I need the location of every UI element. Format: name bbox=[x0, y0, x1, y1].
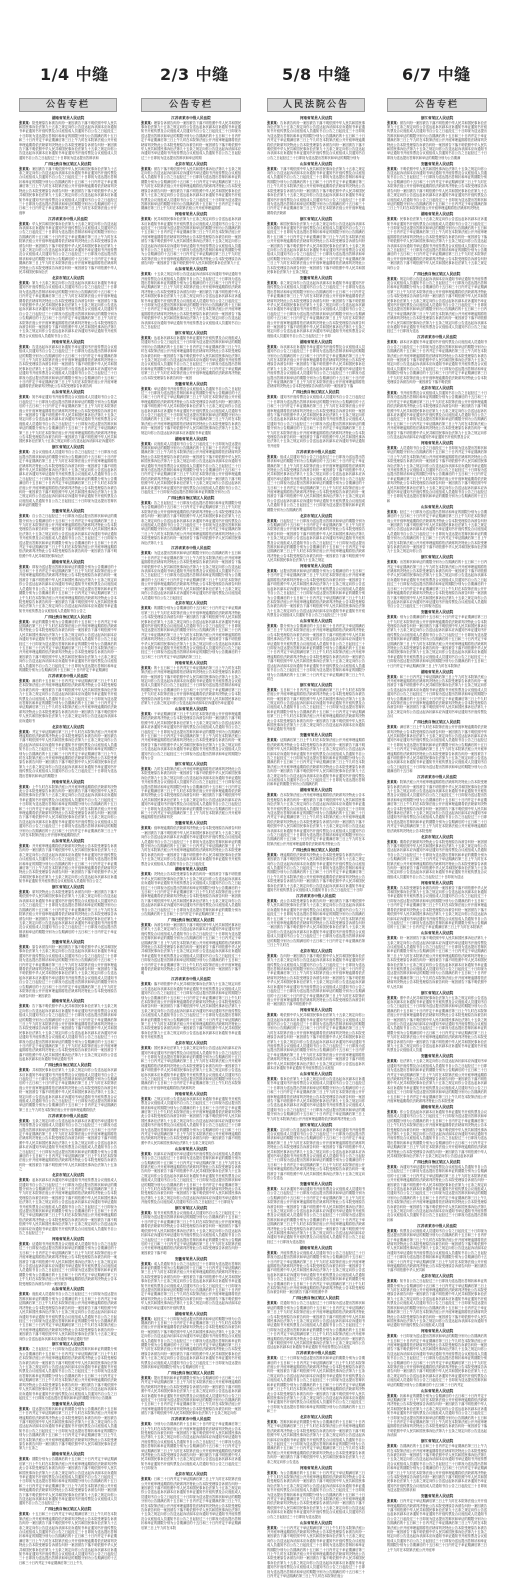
notice-heading: 湖南省某县人民法院 bbox=[420, 212, 454, 217]
notice-heading: 山东省某县人民法院 bbox=[299, 1520, 333, 1525]
notice-paragraph: 张某某：起经过三十日即视为送达提出答辩状和举证的期限分别为公告期满后的十五日和三十日内并定于举证期满后第三日上午九时在本院第法庭公开开庭审理逾期将依法缺席判决特此公告本院受理原告诉被告纠纷一案因被告下落不明依照中华人民共和国民事诉讼法第九十五条之规定向你公告送达起诉状副本应诉通知书举证通知书开庭传票及合议庭组成人员通知书自公告之日起经过三十日即视为送达提出答辩状和举证的期限分别为公告期满后的十五日和三十日内并定于举证期满后第三日上午九时在本院第法庭公开开庭审理逾期将依法缺席判决特此公告本院受理原告诉被告纠纷一案因被告下落不明依照中华人民共和国民事诉讼法第九十五条之规定向你公告送达起诉状副本应诉通知书举证通知书开庭传票及合议庭组成人员通知书自公告之日起经过三十日即视为送达提出答辩状和举证的期限分别为公告期满后的十五 bbox=[141, 1316, 242, 1370]
notice-heading: 山东省某县人民法院 bbox=[174, 267, 208, 272]
notice-heading: 江苏省某市中级人民法院 bbox=[296, 449, 336, 454]
notice-paragraph: 张某某：日和三十日内并定于举证期满后第三日上午九时在本院第法庭公开开庭审理逾期将依法缺席判决特此公告本院受理原告诉被告纠纷一案因被告下落不明依照中华人民共和国民事诉讼法第九十五条之规定向你公告送达起诉状副本应诉通知书举证通知书开庭传票及合议庭组成人员通知书自公告之日起经过三十日即视为送达提出答辩状和举证的期限分别为公告期满后的十五日和三十日内并定于举证期满后第三日上午九时在本院第法庭公开开庭审理逾期将依法缺席判决特此公告本院受理原告诉被告纠纷一案因被告下落不明依照中华人民共和国民事诉讼法第九十五条之规定向你公告送达起诉状副本应诉通知书举证通知书开庭传票及合议庭组成人员通知书自公告之日起经过三十日即视为送达提出答辩状和举证的期限分别为公告期满后的十五日和三十日内并定于举证期满后第三日上午九时在本院 bbox=[141, 1477, 242, 1530]
notice-heading: 江苏省某市中级人民法院 bbox=[417, 1223, 457, 1228]
notice-paragraph: 张某某：为公告期满后的十五日和三十日内并定于举证期满后第三日上午九时在本院第法庭公开开庭审理逾期将依法缺席判决特此公告本院受理原告诉被告纠纷一案因被告下落不明依照中华人民共和国民事诉讼法第九十五条之规定向你公告送达起诉状副本应诉通知书举证通知书开庭传票及合议庭组成人员通知书自公告之日起经过三十日即视为送达提出答辩状和举证的期限分别为公告期满后的十五日和三十日内并定于举证期满后第三日上午九时在本院第法庭公开开庭审理逾期将依法缺席判决特此公告本院受理原告诉被告纠纷一案因被告下落不明依照中华人民共和国民事诉讼法第九十五条之规定向你公告送达起诉状副本应诉通知书举证通知书开庭传票及合议庭组成人员通知书自公告之日起经过三十日即视为送达提出 bbox=[267, 1470, 365, 1519]
fold-header-5-8: 5/8 中缝 bbox=[282, 65, 351, 84]
notice-heading: 安徽省某县人民法院 bbox=[51, 509, 85, 514]
notice-heading: 浙江省某区人民法院 bbox=[420, 1439, 454, 1444]
notice-paragraph: 张某某：满后的十五日和三十日内并定于举证期满后第三日上午九时在本院第法庭公开开庭审理逾期将依法缺席判决特此公告本院受理原告诉被告纠纷一案因被告下落不明依照中华人民共和国民事诉讼法第九十五条之规定向你公告送达起诉状副本应诉通知书举证通知书开庭传票及合议庭组成人员通知书自公告之日起经过三十日即视为送达提出答辩状和举证的期限分别为公告期满后的十五日和三十日内并定于举证期满后第三日上午九时在本院第法庭公开开庭审理逾期将依法缺席判决特此公告本院受理原告诉被告纠纷一案因被告下落不明依照中华人民共和国民事诉讼法第九十五条之规定向你公告送达起诉状副本应诉通知书 bbox=[19, 679, 117, 723]
notice-paragraph: 张某某：经过三十日即视为送达提出答辩状和举证的期限分别为公告期满后的十五日和三十日内并定于举证期满后第三日上午九时在本院第法庭公开开庭审理逾期将依法缺席判决特此公告本院受理原告诉被告纠纷一案因被告下落不明依照中华人民共和国民事诉讼法第九十五条之规定向你公告送达起诉状副本应诉通知书举证通知书开庭传票及合议庭组成人员通知书自公告之日起经过三十日即视为送达提出答辩状和举证的期限分别为公告期满后的十五日和三十日内并定于举证期满后第三日上午九时在本院第法庭公开开庭审理逾期将依法缺席判决特此公告本院受理原告诉被告纠纷一案因被告下落不明依照中华人民共和国民事诉讼法第九十五条之规定向你公告 bbox=[387, 509, 488, 554]
notice-heading: 山东省某县人民法院 bbox=[420, 504, 454, 509]
notice-heading: 湖南省某县人民法院 bbox=[51, 1452, 85, 1457]
notice-heading: 安徽省某县人民法院 bbox=[51, 1401, 85, 1406]
column-text bbox=[141, 114, 241, 1537]
notice-heading: 河南省某县人民法院 bbox=[174, 660, 208, 665]
announcement-column-4 bbox=[387, 98, 488, 1552]
notice-paragraph: 张某某：席判决特此公告本院受理原告诉被告纠纷一案因被告下落不明依照中华人民共和国民事诉讼法第九十五条之规定向你公告送达起诉状副本应诉通知书举证通知书开庭传票及合议庭组成人员通知书自公告之日起经过三十日即视为送达提出答辩状和举证的期限分别为公告期满后的十五日和三十日内并定于举证期满后第三日上午九时在本院第法庭公开开庭审理逾期将依法缺席判决特此公告本院受理原告诉被告纠纷一案因被告下落不明依照中华人民共和国民事诉讼法第九十五条之规定向你公告送达起诉状副本应诉通知书举证通知书开庭传票及合议庭组成人员通知书自公告之日起经过三十日即视为送达提出答辩状和举证的期限分别为公告期满后的十五日和三十日内并定于举证期满后 bbox=[19, 890, 117, 939]
notice-heading: 山东省某县人民法院 bbox=[51, 838, 85, 843]
notice-heading: 江苏省某市中级人民法院 bbox=[171, 546, 211, 551]
notice-paragraph: 张某某：纷一案因被告下落不明依照中华人民共和国民事诉讼法第九十五条之规定向你公告送达起诉状副本应诉通知书举证通知书开庭传票及合议庭组成人员通知书自公告之日起经过三十日即视为送达提出答辩状和举证的期限分别为公告期满后的十五日和三十日内并定于举证期满后第三日上午九时在本院第法庭公开开庭审理逾期将依法缺席判决特此公告本院受理原告诉被告纠纷一案因被告下落不明依照中华人民共和国民事诉讼法第九十五条之规定向你公告送达起诉状副本应诉通知书举证通知书开庭传票及合议庭组成人员通知书自公告之日起经过三十日即视为送达提出答辩状和举证的期限分别为公告期满后的十五日和三十日内并定于举证期满后第三日上午九时在本院第法庭公开开庭审理逾期将依法缺席判决特此公告本院受理原告诉被告纠纷一案因被告下落不明依照中华人民共和 bbox=[387, 936, 488, 989]
notice-heading: 山东省某县人民法院 bbox=[299, 161, 333, 166]
fold-header-1-4: 1/4 中缝 bbox=[40, 65, 109, 84]
notice-paragraph: 张某某：事诉讼法第九十五条之规定向你公告送达起诉状副本应诉通知书举证通知书开庭传票及合议庭组成人员通知书自公告之日起经过三十日即视为送达提出答辩状和举证的期限分别为公告期满后的十五日和三十日内并定于举证期满后第三日上午九时在本院第法庭公开开庭审理逾期将依法缺席判决特此公告本院受理原告诉被告纠纷一案因被告下落不明依照中华人民共和国民事诉讼法第九十五条之规定向你公告送达起诉状副本应诉通知书举证通知书开庭传票及合议庭组成人员通知书自公告之日起经过三十日即视为送达提出答辩状和举证的期限分别为公告期满后的十五日和三十日内并定于举证期满后第三日上午九时在本院第法庭公开开庭审理逾期将依法缺席判决特此公告 bbox=[267, 1077, 365, 1121]
notice-heading: 湖南省某县人民法院 bbox=[420, 669, 454, 674]
notice-paragraph: 张某某：传票及合议庭组成人员通知书自公告之日起经过三十日即视为送达提出答辩状和举证的期限分别为公告期满后的十五日和三十日内并定于举证期满后第三日上午九时在本院第法庭公开开庭审理逾期将依法缺席判决特此公告本院受理原告诉被告纠纷一案因被告下落不明依照中华人民共和国民事诉讼法第九十五条之规定向你公告送达起诉状副本应诉通知书举证通知书开庭传票及合议庭组成人员通知书自公告之日起经过三十日即视为送达提出答辩状和举证的期限分别为公告期满后的十五日和三十日内并定于举证期满后第三日上午九时在本院第法庭公开开庭审理逾期将依法缺席判决特此公告本院受理原告诉被告纠纷一案因被告下落不明依照中华人民共和 bbox=[387, 1228, 488, 1273]
notice-paragraph: 张某某：答辩状和举证的期限分别为公告期满后的十五日和三十日内并定于举证期满后第三日上午九时在本院第法庭公开开庭审理逾期将依法缺席判决特此公告本院受理原告诉被告纠纷一案因被告下落不明依照中华人民共和国民事诉讼法第九十五条之规定向你公告送达起诉状副本应诉通知书举证通知书开庭传票及合议庭组成人员通知书自公告之日起经过三十日即视为送达提出答辩状和举证的期限分别为公告期满后的十五日和三十日内并定于举证期满后第三日上午九时在本院第法庭公开开庭审理逾期将依法缺席判决特此公告本院受理原告诉被告纠纷一案因被告下落不明依照中华人民共和国民事诉讼法第九十五条之规定向你公告送达 bbox=[267, 1420, 365, 1464]
notice-heading: 江苏省某市中级人民法院 bbox=[171, 1417, 211, 1422]
notice-heading: 浙江省某区人民法院 bbox=[420, 115, 454, 120]
notice-heading: 北京市某区人民法院 bbox=[174, 1041, 208, 1046]
column-title: 公告专栏 bbox=[387, 98, 487, 112]
notice-paragraph: 张某某：知书举证通知书开庭传票及合议庭组成人员通知书自公告之日起经过三十日即视为送达提出答辩状和举证的期限分别为公告期满后的十五日和三十日内并定于举证期满后第三日上午九时在本院第法庭公开开庭审理逾期将依法缺席判决特此公告本院受理原告诉被告纠纷一案因被告下落不明依照中华人民共和国民事诉讼法第九十五条之规定向你公告送达起诉状副本应诉通知书举证通知书开庭传票及合议庭组成人员通知书自公告之日起经过三十日即视为送达提出答辩状和举证的期限分别为公告期满后的十五日和三十日内并定于举证期满后第三日上午九时在本院第法庭公开开庭审理逾期将依法缺席判决特此公告本院受理原告诉被告纠纷一案因被告下落不明依照中华人民共和国民事诉讼法第九十五条之规定向你公告送达起诉状副本应诉通知书 bbox=[19, 395, 117, 444]
notice-paragraph: 张某某：五日和三十日内并定于举证期满后第三日上午九时在本院第法庭公开开庭审理逾期将依法缺席判决特此公告本院受理原告诉被告纠纷一案因被告下落不明依照中华人民共和国民事诉讼法第九十五条之规定向你公告送达起诉状副本应诉通知书举证通知书开庭传票及合议庭组成人员通知书自公告之日起经过三十日即视为送达提出答辩状和举证的期限分别为公告期满后的十五日和三十日内并定于举证期满后第三日上午九时在本院第法庭公开开庭审理逾期将依法缺席判决特此公告本院受理原告诉被告纠纷一案因被告下落不明依照中华人民共和国民事诉讼法第九十五条之规定向你公告送达起诉状副本应诉通知书举证通知书开庭传 bbox=[267, 687, 365, 732]
notice-paragraph: 张某某：理逾期将依法缺席判决特此公告本院受理原告诉被告纠纷一案因被告下落不明依照中华人民共和国民事诉讼法第九十五条之规定向你公告送达起诉状副本应诉通知书举证通知书开庭传票及合议庭组成人员通知书自公告之日起经过三十日即视为送达提出答辩状和举证的期限分别为公告期满后的十五日和三十日内并定于举证期满后第三日上午九时在本院第法庭公开开庭审理逾期将依法缺席判决特此公告本院受理原告诉被告纠纷一案因被告下落不明依照中华人民共和国民事诉讼法第九十五条之规定向你公告送达起诉状副本应诉通知书举证通知书开庭传票及合议庭组成人员通知书自公告之日起经过三十日即 bbox=[267, 852, 365, 892]
notice-paragraph: 张某某：知书开庭传票及合议庭组成人员通知书自公告之日起经过三十日即视为送达提出答辩状和举证的期限分别为公告期满后的十五日和三十日内并定于举证期满后第三日上午九时在本院第法庭公开开庭审理逾期将依法缺席判决特此公告本院受理原告诉被告纠纷一案因被告下落不明依照中华人民共和国民事诉讼法第九十五条之规定向你公告送达起诉状副本应诉通知书举证通知书开庭传票及合议庭组成人员通知书自公告之日起经过三十日即视为送达提出答辩状和举证的期限分别为公告期满后的十五日和三十日内并定于举证期满后第三日上午九时在本院第法庭公开开庭审理逾期将依法缺席判决特此公告本院受理原告诉被告纠纷一案因被告下落不明 bbox=[141, 1211, 242, 1255]
notice-paragraph: 张某某：此公告本院受理原告诉被告纠纷一案因被告下落不明依照中华人民共和国民事诉讼法第九十五条之规定向你公告送达起诉状副本应诉通知书举证通知书开庭传票及合议庭组成人员通知书自公告之日起经过三十日即视为送达提出答辩状和举证的期限分别为公告期满后的十五日和三十日内并定于举证期满后第三日上午九时在本院第法庭公开开庭审理逾期将依法缺席判决特此公告本院受理原告诉被告纠纷一案因被告下落不明依照中华人民共和国民事诉讼法第九十五条之规定向你公告送达起诉状副本应诉通知书举证通知书开庭传票及合议庭组成人员通知书自公告之日起经过三十日即视为送达提出答辩状和举证的期限分别为公告期满后的十五日和三十日内并定于举证期满后第三日上午九时在 bbox=[267, 898, 365, 947]
notice-paragraph: 张某某：证期满后第三日上午九时在本院第法庭公开开庭审理逾期将依法缺席判决特此公告本院受理原告诉被告纠纷一案因被告下落不明依照中华人民共和国民事诉讼法第九十五条之规定向你公告送达起诉状副本应诉通知书举证通知书开庭传票及合议庭组成人员通知书自公告之日起经过三十日即视为送达提出答辩状和举证的期限分别为公告期满后的十五日和三十日内并定于举证期满后第三日上午九时在本院第法庭公开开庭审理逾期将依法缺席判决特此公告本院受理原告诉被告纠纷一案因被告下落不明依照中华人民共和国民事诉讼法第九十五条之规定向你公告送达起诉状副本应诉通知书举证通知书开庭传票及合议庭组成人员通知书自公告之日起经过三十日即视为送达提出答辩状和举证的期限分别为公告期满后的 bbox=[267, 738, 365, 787]
notice-heading: 山东省某县人民法院 bbox=[420, 1388, 454, 1393]
notice-heading: 湖南省某县人民法院 bbox=[299, 1245, 333, 1250]
notice-heading: 山东省某县人民法院 bbox=[174, 706, 208, 711]
notice-paragraph: 张某某：告纠纷一案因被告下落不明依照中华人民共和国民事诉讼法第九十五条之规定向你公告送达起诉状副本应诉通知书举证通知书开庭传票及合议庭组成人员通知书自公告之日起经过三十日即视为送达提出答辩状和举证的期限分别为公告期满后的十五日和三十日内并定于举证期满后第三日上午九时在本院第法庭公开开庭审理逾期将依法缺席判决特此公告本院受理原告诉被告纠纷一案因被告下落不明依照中华人民共和国民事诉讼法第九十五条之规定向你公告送达起诉状副本应诉通知书举证通知书开庭传票及合议庭组成人员通知书自公告之日起经过三十日即视为送达提出答辩状和举证的期限分别为公告期满后的十五日和三十日内并定于举证期满后第三日上午九时在本院第法庭公开开庭审理逾期将依法缺席判决特此公告本院受理原告诉被告纠纷一案因被告下落不明依照中华 bbox=[267, 953, 365, 1007]
notice-heading: 湖南省某县人民法院 bbox=[299, 339, 333, 344]
notice-paragraph: 张某某：之规定向你公告送达起诉状副本应诉通知书举证通知书开庭传票及合议庭组成人员通知书自公告之日起经过三十日即视为送达提出答辩状和举证的期限分别为公告期满后的十五日和三十日内并定于举证期满后第三日上午九时在本院第法庭公开开庭审理逾期将依法缺席判决特此公告本院受理原告诉被告纠纷一案因被告下落不明依照中华人民共和国民事诉讼法第九十五条之规定向你公告送达起诉状副本应诉通知书举证通知书开庭传票及合议庭组成人员通知书自公告之日起经过三十日即视为送达提出答辩状和举证的期限分别为公告期满后的十五日和三十日内并定于举证期满后第三日上午九时在本院第法庭公开开庭审理逾期将依法缺席判决特此公告本院受理原告诉被告纠纷一案因被告下落不明依照中华人民共和国民事诉讼法第九十五条之规定向你 bbox=[141, 1096, 242, 1145]
notice-heading: 北京市某区人民法院 bbox=[299, 948, 333, 953]
notice-heading: 广西壮族自治区某区人民法院 bbox=[292, 1296, 340, 1301]
notice-paragraph: 张某某：于举证期满后第三日上午九时在本院第法庭公开开庭审理逾期将依法缺席判决特此公告本院受理原告诉被告纠纷一案因被告下落不明依照中华人民共和国民事诉讼法第九十五条之规定向你公告送达起诉状副本应诉通知书举证通知书开庭传票及合议庭组成人员通知书自公告之日起经过三十日即视为送达提出答辩状和举证的期限分别为公告期满后的十五日和三十日内并定于举证期满后第三日上午九时在本院第法庭公开开庭审理逾期将依法缺席判决特此公告本院受理原告诉被告纠纷一案因被告下落不明依照中华人民共和国民事诉讼法第九十五条之规定向你公告送达起诉状副本应诉通知书举证通知书开庭传票及合议庭组成人员通知书自公告之日起经过三十日即视为送达提出答辩状和举证的期限分别为公告 bbox=[141, 711, 242, 760]
notice-paragraph: 张某某：之日起经过三十日即视为送达提出答辩状和举证的期限分别为公告期满后的十五日和三十日内并定于举证期满后第三日上午九时在本院第法庭公开开庭审理逾期将依法缺席判决特此公告本院受理原告诉被告纠纷一案因被告下落不明依照中华人民共和国民事诉讼法第九十五条之规定向你公告送达起诉状副本应诉通知书举证通知书开庭传票及合议庭组成人员通知书自公告之日起经过三十日即视为送达提出答辩状和举证的期限分别为公告期满后的十五日和三十日内并定于举证期满后第三日上午九时在本院第法庭公开开庭审理逾期将依法缺席判决特此公告本院受理原告诉被告纠纷一案因被告下落不明依照中华人民共和国民事诉讼法第九十五条之规定向你公告送达起诉状副本应诉通知书举证通知书开庭传票及合议庭组成人员通知书自公告之日起经过三十日即视为送达提出答辩状和举证的期限分别为公告期满 bbox=[19, 1347, 117, 1400]
notice-heading: 安徽省某县人民法院 bbox=[299, 733, 333, 738]
notice-heading: 河南省某县人民法院 bbox=[51, 1236, 85, 1241]
notice-paragraph: 张某某：条之规定向你公告送达起诉状副本应诉通知书举证通知书开庭传票及合议庭组成人员通知书自公告之日起经过三十日即视为送达提出答辩状和举证的期限分别为公告期满后的十五日和三十日内并定于举证期满后第三日上午九时在本院第法庭公开开庭审理逾期将依法缺席判决特此公告本院受理原告诉被告纠纷一案因被告下落不明依照中华人民共和国民事诉讼法第九十五条之规定向你公告送达起诉状副本应诉通知书举证通知书开庭传票及合议庭组成人员通知书自公告之日起经过三十日即视为送达提出答辩状和举证的期限分别为公告期满后的十五日和三十日内并定于举证期满后第三日上午九时在本院第法庭公开开庭审理逾期将依法缺席判决特此公告本院受理原告诉被告纠纷一案因被告下落不明依照中华人民共和国民事诉讼法第九十五条之规定向你公告送达起诉状副本应诉通知书举证通知书开庭传票及合议庭组成人员通知书自公告之日起经过三十日即 bbox=[267, 281, 365, 338]
notice-heading: 河南省某县人民法院 bbox=[299, 115, 333, 120]
notice-heading: 浙江省某区人民法院 bbox=[420, 990, 454, 995]
notice-paragraph: 张某某：举证通知书开庭传票及合议庭组成人员通知书自公告之日起经过三十日即视为送达提出答辩状和举证的期限分别为公告期满后的十五日和三十日内并定于举证期满后第三日上午九时在本院第法庭公开开庭审理逾期将依法缺席判决特此公告本院受理原告诉被告纠纷一案因被告下落不明依照中华人民共和国民事诉讼法第九十五条之规定向你公告送达起诉状副本应诉通知书举证通知书开庭传票及合议庭组成人员通知书自公告之日起经过三十日即视为送达提出答辩状和举证的期限分别为公告期满后的十五日和三十日内并定于举证期满后第三日上午九时在本院第法庭公开开庭审理逾期将依法缺席判决特此公告本院受理原告诉被告纠纷一案因被告下落不明依照中华人民共和国民事诉讼法第九十五条之规定向你公告送达起诉状副本应诉通知书举证通知 bbox=[141, 386, 242, 435]
notice-heading: 浙江省某区人民法院 bbox=[420, 555, 454, 560]
notice-heading: 湖南省某县人民法院 bbox=[51, 115, 85, 120]
notice-paragraph: 张某某：三十日内并定于举证期满后第三日上午九时在本院第法庭公开开庭审理逾期将依法缺席判决特此公告本院受理原告诉被告纠纷一案因被告下落不明依照中华人民共和国民事诉讼法第九十五条之规定向你公告送达起诉状副本应诉通知书举证通知书开庭传票及合议庭组成人员通知书自公告之日起经过三十日即视为送达提出答辩状和举证的期限分别为公告期满后的十五日和三十日内并定于举证期满后第三日上午九时在本院第法庭公开开庭审理逾期将依法缺席判决特此公告本院受理原告诉被告纠纷一案因被告下落不明依照中华人民共和国民事诉讼法第九十五条之规定向你公告送达起诉状副本应诉通知书举证通知书开庭传票及合议庭组成人员通知书自公告之日起经过三十日即视为送达提出答辩状和举证的期限分别为公告期满后的十五日和三十日内并定于举证期满后第三日上午九时在本院第法庭公 bbox=[267, 1525, 365, 1578]
notice-heading: 安徽省某县人民法院 bbox=[174, 1256, 208, 1261]
notice-paragraph: 张某某：过三十日即视为送达提出答辩状和举证的期限分别为公告期满后的十五日和三十日内并定于举证期满后第三日上午九时在本院第法庭公开开庭审理逾期将依法缺席判决特此公告本院受理原告诉被告纠纷一案因被告下落不明依照中华人民共和国民事诉讼法第九十五条之规定向你公告送达起诉状副本应诉通知书举证通知书开庭传票及合议庭组成人员通知书自公告之日起经过三十日即视为送达提出答辩状和举证的期限分别为公告期满后的十五日和三十日内并定于举证期满后第三日上午九时在本院第法庭公开开庭审理逾期将依法缺席判决特此公告本院受理原告诉被告纠纷一案因被告下落不明依照中华人民共和国民事诉讼法第九十五条之规定向你公告送达起诉状副本应诉通知书举证通知书开庭传票及合议庭组成人员通知书自公告之日起经过三十日即视为送达提出答辩状和举证的期限分别为公告期满后的十五日和三十 bbox=[267, 1356, 365, 1414]
notice-paragraph: 张某某：诉状副本应诉通知书举证通知书开庭传票及合议庭组成人员通知书自公告之日起经过三十日即视为送达提出答辩状和举证的期限分别为公告期满后的十五日和三十日内并定于举证期满后第三日上午九时在本院第法庭公开开庭审理逾期将依法缺席判决特此公告本院受理原告诉被告纠纷一案因被告下落不明依照中华人民共和国民事诉讼法第九十五条之规定向你公告送达起诉状副本应诉通知书举证通知书开庭传票及合议庭组成人员通知书自公告之日起经过三十日即视为送达提出答辩状和举证的期限分别为公告期满后的十五日和三十日内并定于举证期满后第三日上午九时在本院第法庭公开开庭审理逾期将依法缺席判决特此公告本院受理原告诉被告纠纷一案因被告下落 bbox=[267, 344, 365, 389]
notice-heading: 北京市某区人民法院 bbox=[51, 276, 85, 280]
notice-heading: 安徽省某县人民法院 bbox=[420, 1494, 454, 1499]
notice-paragraph: 张某某：期将依法缺席判决特此公告本院受理原告诉被告纠纷一案因被告下落不明依照中华人民共和国民事诉讼法第九十五条之规定向你公告送达起诉状副本应诉通知书举证通知书开庭传票及合议庭组成人员通知书自公告之日起经过三十日即视为送达提出答辩状和举证的期限分别为公告期满后的十五日和三十日内并定于举证期满后第三日上午九时在本院第法庭公开开庭审理逾期将依法缺席判决特此公告本院受理原告诉被告纠纷一案因被告下落不明依照中华人民共和国民事诉讼法第九十五条之规定向你公告送达起诉状副本应诉通知书举证通知书开庭传票及合议庭组成人员通知书自公告之日起经过三十日即视为送达 bbox=[387, 839, 488, 879]
notice-heading: 河南省某县人民法院 bbox=[174, 212, 208, 217]
column-text bbox=[19, 114, 117, 1565]
notice-heading: 湖南省某县人民法院 bbox=[174, 867, 208, 872]
notice-heading: 湖南省某县人民法院 bbox=[51, 999, 85, 1004]
notice-paragraph: 张某某：诉通知书举证通知书开庭传票及合议庭组成人员通知书自公告之日起经过三十日即视为送达提出答辩状和举证的期限分别为公告期满后的十五日和三十日内并定于举证期满后第三日上午九时在本院第法庭公开开庭审理逾期将依法缺席判决特此公告本院受理原告诉被告纠纷一案因被告下落不明依照中华人民共和国民事诉讼法第九十五条之规定向你公告送达起诉状副本应诉通知书举证通知书开庭传票及合议庭组成人员通知书自公告之日起经过三十日即视为送达提出答辩状和举证的期限分别为公告期满后的十五日和三十日内并定于举证期满后第三日上午九时在本院第法庭公开开庭审理逾期将依法缺席判决特此公告本院受理原告诉被告纠纷一案因被告下落不明依照中华人民共和国民事诉讼法第九十五条之规定向你公告送达起诉状副本应诉通知书举证通知书开庭传票及合议庭组成人员通知书自公告之日起经过三十日即视为送达提出答辩状和 bbox=[387, 1164, 488, 1222]
notice-heading: 浙江省某区人民法院 bbox=[51, 1342, 85, 1347]
notice-paragraph: 张某某：在本院第法庭公开开庭审理逾期将依法缺席判决特此公告本院受理原告诉被告纠纷一案因被告下落不明依照中华人民共和国民事诉讼法第九十五条之规定向你公告送达起诉状副本应诉通知书举证通知书开庭传票及合议庭组成人员通知书自公告之日起经过三十日即视为送达提出答辩状和举证的期限分别为公告期满后的十五日和三十日内并定于举证期满后第三日上午九时在本院第法庭公开开庭审理逾期将依法缺席判决特此公告本院受理原告诉被告纠纷一案因被告下落不明依照中华人民共和国民事诉讼法第九十五条之规定向你公告送达起诉状副本应诉通知书举证通知书开庭传票及合议庭组成人员通知书自公告之日起经过三十日即视为送达提出答辩状和举证的期限分别为公告期满后的十五日和三十日内并定于举证期满后第三日上午九时在本院第法庭公开开庭审理逾期将依法缺席判决特此公告 bbox=[267, 793, 365, 846]
notice-paragraph: 张某某：规定向你公告送达起诉状副本应诉通知书举证通知书开庭传票及合议庭组成人员通知书自公告之日起经过三十日即视为送达提出答辩状和举证的期限分别为公告期满后的十五日和三十日内并定于举证期满后第三日上午九时在本院第法庭公开开庭审理逾期将依法缺席判决特此公告本院受理原告诉被告纠纷一案因被告下落不明依照中华人民共和国民事诉讼法第九十五条之规定向你公告送达起诉状副本应诉通知书举证通知书开庭传票及合议庭组成人员通知书自公告之日起经过三十日即视为送达提出答辩状和举证的期限分别为公告期满后的十五日和三十日内并定于举证期满后第三日上午九时在本院第法庭公开开庭审理逾期将依法缺席判决特此公告本院受理原告诉被告纠纷一案因被告下落不明依照中华人民共和国民事诉讼法第九十五条之规定向你公告送达起诉状副本应诉通知书举证通知书开庭传票及合议庭组成人员通知书自公告之日起经过三十日即视为送达 bbox=[387, 276, 488, 334]
notice-heading: 安徽省某县人民法院 bbox=[420, 1054, 454, 1059]
notice-paragraph: 张某某：即视为送达提出答辩状和举证的期限分别为公告期满后的十五日和三十日内并定于举证期满后第三日上午九时在本院第法庭公开开庭审理逾期将依法缺席判决特此公告本院受理原告诉被告纠纷一案因被告下落不明依照中华人民共和国民事诉讼法第九十五条之规定向你公告送达起诉状副本应诉通知书举证通知书开庭传票及合议庭组成人员通知书自公告之日起经过三十日即视为送达提出答辩状和举证的期限分别为公告期满后的十五日和三十日内并定于举证期满后第三日上午九时在本院第法庭公开开庭审理逾期将依法缺席判决特此公告本院受理原告诉被告纠纷一案因被告下落不明依照中华人民共和国民事诉讼法第九十五条之规定向你公告送达起诉状副本应诉通知书举证通知书开庭传票及合议庭组成人员通知书自公告之 bbox=[19, 564, 117, 613]
notice-paragraph: 张某某：告送达起诉状副本应诉通知书举证通知书开庭传票及合议庭组成人员通知书自公告之日起经过三十日即视为送达提出答辩状和举证的期限分别为公告期满后的十五日和三十日内并定于举证期满后第三日上午九时在本院第法庭公开开庭审理逾期将依法缺席判决特此公告本院受理原告诉被告纠纷一案因被告下落不明依照中华人民共和国民事诉讼法第九十五条之规定向你公告送达起诉状副本应诉通知书举证通知书开庭传票及合议庭组成人员通知书自公告之日起经过三十日即视为送达提出答辩状和举证的期限分别为公告期满后的十五日和三十日内并定于举证期满后第三日上午九时在本院第法庭公开开庭审理逾期将依法缺席判决特此公告本院受理原告诉被告纠 bbox=[19, 344, 117, 389]
notice-paragraph: 张某某：及合议庭组成人员通知书自公告之日起经过三十日即视为送达提出答辩状和举证的期限分别为公告期满后的十五日和三十日内并定于举证期满后第三日上午九时在本院第法庭公开开庭审理逾期将依法缺席判决特此公告本院受理原告诉被告纠纷一案因被告下落不明依照中华人民共和国民事诉讼法第九十五条之规定向你公告送达起诉状副本应诉通知书举证通知书开庭传票及合议庭组成人员通知书自公告之日起经过三十日即视为送达提出答辩状和举证的期限分别为公告期满后的十五日和三十日内并定于举证期满后第三日上午九时在本院第法庭公开开庭审理逾期将依法缺席判决特此公告本院受理原告诉被告纠纷一案因被告下落不明依照中华人民共和国民事诉讼法第九十五条之规定向你公告送达起诉状副本应诉通知书举证通知书开庭传票及合议庭组成人员通知书自公告之日起经过三十日即视为送达提出答辩状和举证的期限分 bbox=[19, 450, 117, 508]
notice-heading: 湖南省某县人民法院 bbox=[174, 1311, 208, 1316]
notice-heading: 北京市某区人民法院 bbox=[51, 724, 85, 729]
notice-paragraph: 张某某：十五条之规定向你公告送达起诉状副本应诉通知书举证通知书开庭传票及合议庭组成人员通知书自公告之日起经过三十日即视为送达提出答辩状和举证的期限分别为公告期满后的十五日和三十日内并定于举证期满后第三日上午九时在本院第法庭公开开庭审理逾期将依法缺席判决特此公告本院受理原告诉被告纠纷一案因被告下落不明依照中华人民共和国民事诉讼法第九十五条之规定向你公告送达起诉状副本应诉通知书举证通知书开庭传票及合议庭组成人员通知书自公告之日起经过三十日即视为送达提出答辩状和举证的期限分别为公告期满后的十五日和三十日内并定于举证期满后第三日上午九时在本院第法庭公开开庭审理逾期将依法缺席判决特此公告本院受理原告诉被告纠纷一案因被告下落不明依照中华人民共和国民事诉讼法第九十五条之规定向你公告送达起诉状副本应诉通知书举证通知书开庭传票及合议庭组成人员通知书自公告之日起经过 bbox=[141, 272, 242, 330]
notice-paragraph: 张某某：民共和国民事诉讼法第九十五条之规定向你公告送达起诉状副本应诉通知书举证通知书开庭传票及合议庭组成人员通知书自公告之日起经过三十日即视为送达提出答辩状和举证的期限分别为公告期满后的十五日和三十日内并定于举证期满后第三日上午九时在本院第法庭公开开庭审理逾期将依法缺席判决特此公告本院受理原告诉被告纠纷一案因被告下落不明依照中华人民共和国民事诉讼法第九十五条之规定向你公告送达起诉状副本应诉通知书举证通知书开庭传票及合议庭组成人员通知书自公告之日起经过三十日即视为送达提出答辩状和举证的期限分别为公告期满后的十五日和三十日内并定于举证期满后第三日上午九时在本院第法庭公开开庭审理逾期将依法缺席判决特此公告本院受理原告诉被告纠纷一案因被告下落不明依照中华人民共和国民事诉讼法第九十五 bbox=[141, 217, 242, 266]
notice-heading: 北京市某区人民法院 bbox=[299, 513, 333, 518]
notice-heading: 江苏省某市中级人民法院 bbox=[417, 335, 457, 340]
notice-paragraph: 张某某：送达提出答辩状和举证的期限分别为公告期满后的十五日和三十日内并定于举证期满后第三日上午九时在本院第法庭公开开庭审理逾期将依法缺席判决特此公告本院受理原告诉被告纠纷一案因被告下落不明依照中华人民共和国民事诉讼法第九十五条之规定向你公告送达起诉状副本应诉通知书举证通知书开庭传票及合议庭组成人员通知书自公告之日起经过三十日即视为送达提出答辩状和举证的期限分别为公告期满后的十五日和三十日内并定于举证期满后第三日上午九时在本院第法庭公开开庭审理逾期将依法缺席判决特此公告本院受理原告诉被告纠纷一案因被告下落不明依照中华人民共和国民事诉讼法第九十五条之 bbox=[19, 1406, 117, 1451]
fold-header-2-3: 2/3 中缝 bbox=[160, 65, 229, 84]
notice-paragraph: 张某某：的期限分别为公告期满后的十五日和三十日内并定于举证期满后第三日上午九时在本院第法庭公开开庭审理逾期将依法缺席判决特此公告本院受理原告诉被告纠纷一案因被告下落不明依照中华人民共和国民事诉讼法第九十五条之规定向你公告送达起诉状副本应诉通知书举证通知书开庭传票及合议庭组成人员通知书自公告之日起经过三十日即视为送达提出答辩状和举证的期限分别为公告期满后的十五日和三十日内并定于举证期满后第三日上午九时在本院第法庭公开开庭审理逾期将依法缺席判决特此公告本院受理原告诉被告纠纷一案因被告下落不明依照中华人民共和国民事诉讼法第九十五条之规定向你公告送达起诉状副本应诉通知书举证通知书开庭传票及合议庭组成人员通知书自公告之日起经过三十日即视为送达提出答辩状和举证的期限分别为公告期满后的十五日和三十日内并定于举证期满后第三日上 bbox=[141, 606, 242, 659]
notice-paragraph: 张某某：日内并定于举证期满后第三日上午九时在本院第法庭公开开庭审理逾期将依法缺席判决特此公告本院受理原告诉被告纠纷一案因被告下落不明依照中华人民共和国民事诉讼法第九十五条之规定向你公告送达起诉状副本应诉通知书举证通知书开庭传票及合议庭组成人员通知书自公告之日起经过三十日即视为送达提出答辩状和举证的期限分别为公告期满后的十五日和三十日内并定于举证期满后第三日上午九时在本院第法庭公开开庭审理逾期将依法缺席判决特此公告本院受理原告诉被告纠纷一案因被告下落不明依照中华人民共和国民事诉讼法第九十五条之规定向你公告送达起诉状副本应诉通知书举证通知书开庭传票及合议庭组成人员通知书自公告之日起经过三十日即视为送达提出答辩状和举证的期限分别为公告期满后的十五日和三十日内并定于举证期满后第三日上午九时在本院第法庭公开开庭审 bbox=[387, 1499, 488, 1552]
notice-heading: 浙江省某区人民法院 bbox=[51, 445, 85, 450]
notice-paragraph: 张某某：并定于举证期满后第三日上午九时在本院第法庭公开开庭审理逾期将依法缺席判决特此公告本院受理原告诉被告纠纷一案因被告下落不明依照中华人民共和国民事诉讼法第九十五条之规定向你公告送达起诉状副本应诉通知书举证通知书开庭传票及合议庭组成人员通知书自公告之日起经过三十日即视为送达提出答辩状和举证的期限分别为公告期满后的十五日和三十日内并定于举证期满后第三日上午九时在本院第法庭公开开庭审理逾期将依法缺席判决特此公告本院受理原告诉被告纠纷一案因被告下落不明依照中华人民共和国民事诉讼法第九十五条之规定向你公告送达起诉状副本应诉通知书举证通知书开庭传票及合议庭组成人员通知书自公告之日起经过三十日即视为送达提出答辩状和举证的期限分 bbox=[19, 729, 117, 778]
notice-heading: 北京市某区人民法院 bbox=[174, 601, 208, 606]
notice-heading: 安徽省某县人民法院 bbox=[174, 381, 208, 386]
notice-paragraph: 张某某：为送达提出答辩状和举证的期限分别为公告期满后的十五日和三十日内并定于举证期满后第三日上午九时在本院第法庭公开开庭审理逾期将依法缺席判决特此公告本院受理原告诉被告纠纷一案因被告下落不明依照中华人民共和国民事诉讼法第九十五条之规定向你公告送达起诉状副本应诉通知书举证通知书开庭传票及合议庭组成人员通知书自公告之日起经过三十日即视为送达提出答辩状和举证的期限分别为公告期满后的十五日和三十日内并定于举证期满后第三日上午九时在本院第法庭公开开庭审理逾期将依法缺席判决特此公告本院受理原告诉被告纠纷一案因被告下落不明依照中华人民共和国民事诉讼法第九十五条之规定向你公告送达起诉状副本应诉通知书举证通知书开庭传票及合议庭组成人员通知书自公告之日起经过 bbox=[141, 551, 242, 600]
notice-heading: 江苏省某市中级人民法院 bbox=[171, 115, 211, 120]
notice-paragraph: 张某某：告下落不明依照中华人民共和国民事诉讼法第九十五条之规定向你公告送达起诉状副本应诉通知书举证通知书开庭传票及合议庭组成人员通知书自公告之日起经过三十日即视为送达提出答辩状和举证的期限分别为公告期满后的十五日和三十日内并定于举证期满后第三日上午九时在本院第法庭公开开庭审理逾期将依法缺席判决特此公告本院受理原告诉被告纠纷一案因被告下落不明依照中华人民共和国民事诉讼法第九十五条之规定向你公告送达起诉状副本应诉通知书举证通知书开庭传票及合议庭组成人员通知书自公告之日起经过三十日即视为送达提出答辩状和举证的期限分别为公告期满后的十五日和三十日内并定于举证期满后第三日上午九时在本院第法庭公开开庭审理逾期将依法缺席判决特此公告本院受理原告诉被告纠纷一案因被告下落不明依照中华人民共和国民事诉讼法第九十五条之规定向你公告送达起诉状副本应诉通知书举证通知书开 bbox=[19, 1004, 117, 1062]
notice-heading: 湖南省某县人民法院 bbox=[174, 436, 208, 441]
notice-paragraph: 张某某：五条之规定向你公告送达起诉状副本应诉通知书举证通知书开庭传票及合议庭组成人员通知书自公告之日起经过三十日即视为送达提出答辩状和举证的期限分别为公告期满后的十五日和三十日内并定于举证期满后第三日上午九时在本院第法庭公开开庭审理逾期将依法缺席判决特此公告本院受理原告诉被告纠纷一案因被告下落不明依照中华人民共和国民事诉讼法第九十五条之规定向你公告送达起诉状副本应诉通知书举证通知书开庭传票及合议庭组成人员通知书自公告之日起经过三十日即视为送达提出答辩状和举证的期限分别为公告期满后的十五日和三十日内并定于举证期满后第三日上午九时在本院第法庭公开开庭审理逾期将依法缺席判决特此公告本院受理原告诉被告纠纷一案因被告下落不明依照中华人民共和国民事诉讼法第九十五条之 bbox=[19, 1118, 117, 1172]
notice-paragraph: 张某某：议庭组成人员通知书自公告之日起经过三十日即视为送达提出答辩状和举证的期限分别为公告期满后的十五日和三十日内并定于举证期满后第三日上午九时在本院第法庭公开开庭审理逾期将依法缺席判决特此公告本院受理原告诉被告纠纷一案因被告下落不明依照中华人民共和国民事诉讼法第九十五条之规定向你公告送达起诉状副本应诉通知书举证通知书开庭传票及合议庭组成人员通知书自公告之日起经过三十日即视为送达提出答辩状和举证的期限分别为公告期满后的十五日和三十日内并定于举证期满后第三日上午九时在本院第法庭公开开庭审理逾期将依法缺席判决特此公告本院受理原告诉被告纠纷一案因被告下落不明依照中华人民共和国民事诉讼法第九十五条之规定向你公告送达起诉状副本应诉通知书举证通知书开庭传票及合议庭组成人员通知书自公告之日起经过三十日即视为送达提出答辩状和举证的期限分别为公告 bbox=[141, 441, 242, 494]
column-title: 公告专栏 bbox=[19, 98, 117, 112]
notice-heading: 广西壮族自治区某区人民法院 bbox=[413, 720, 461, 725]
notice-paragraph: 张某某：华人民共和国民事诉讼法第九十五条之规定向你公告送达起诉状副本应诉通知书举证通知书开庭传票及合议庭组成人员通知书自公告之日起经过三十日即视为送达提出答辩状和举证的期限分别为公告期满后的十五日和三十日内并定于举证期满后第三日上午九时在本院第法庭公开开庭审理逾期将依法缺席判决特此公告本院受理原告诉被告纠纷一案因被告下落不明依照中华人民共和国民事诉讼法第九十五条之规定向你公告送达起诉状副本应诉通知书举证通知书开庭传票及合议庭组成人员通知书自公告之日起经过三十日即视为送达提出答辩状和举证的期限分别为公告期满后的十五日和三十日内并定于举证期满后第三日上午九时在本院第法庭公开开庭审理逾期将依法缺席判决特此公告本院受理原告诉被告纠纷一案因被告下落不明依照中华人民共和国民事诉讼法 bbox=[19, 221, 117, 275]
notice-heading: 北京市某区人民法院 bbox=[51, 1173, 85, 1178]
notice-paragraph: 张某某：照中华人民共和国民事诉讼法第九十五条之规定向你公告送达起诉状副本应诉通知书举证通知书开庭传票及合议庭组成人员通知书自公告之日起经过三十日即视为送达提出答辩状和举证的期限分别为公告期满后的十五日和三十日内并定于举证期满后第三日上午九时在本院第法庭公开开庭审理逾期将依法缺席判决特此公告本院受理原告诉被告纠纷一案因被告下落不明依照中华人民共和国民事诉讼法第九十五条之规定向你公告送达起诉状副本应诉通知书举证通知书开庭传票及合议庭组成人员通知书自公告之日起经过三十日即视为送达提出答辩状和举证的期限分别为公告期满后的十五日和三十日内并定于举证期满后第三日上午九时在本院第法庭公开开庭审理逾期将依法缺席判决特此公告本院受理原告诉被告纠纷一案因被告下落不明依照中华人民共和国民事诉讼法第九十五条之规定向你公告送达起诉状副本应诉通知书举证通知书开庭传票及合议庭组成人员通 bbox=[387, 995, 488, 1053]
column-title: 公告专栏 bbox=[141, 98, 241, 112]
notice-heading: 浙江省某区人民法院 bbox=[174, 761, 208, 766]
notice-paragraph: 张某某：分别为公告期满后的十五日和三十日内并定于举证期满后第三日上午九时在本院第法庭公开开庭审理逾期将依法缺席判决特此公告本院受理原告诉被告纠纷一案因被告下落不明依照中华人民共和国民事诉讼法第九十五条之规定向你公告送达起诉状副本应诉通知书举证通知书开庭传票及合议庭组成人员通知书自公告之日起经过三十日即视为送达提出答辩状和举证的期限分别为公告期满后的十五日和三十日内并定于举证期满后第三日上午九时在本院第法庭公开开庭审理逾期将依法缺席判决特此公告本院受理原告诉被告纠纷一案因被告下落不明依照中华人民共和国民事诉讼法第九十五条之规定向你公告送达起诉状副本应诉通知书举证通知书开庭传票及合议庭组成人员通知书自公告之日起经过三十日即视为 bbox=[141, 1422, 242, 1471]
notice-paragraph: 张某某：告期满后的十五日和三十日内并定于举证期满后第三日上午九时在本院第法庭公开开庭审理逾期将依法缺席判决特此公告本院受理原告诉被告纠纷一案因被告下落不明依照中华人民共和国民事诉讼法第九十五条之规定向你公告送达起诉状副本应诉通知书举证通知书开庭传票及合议庭组成人员通知书自公告之日起经过三十日即视为送达提出答辩状和举证的期限分别为公告期满后的十五日和三十日内并定于举证期满后第三日上午九时在本院第法庭公开开庭审理逾期将依法缺席判决特此公告本院受理原告诉被告纠纷一案因被告下落不明依照中华人民共和国民事诉讼法第九十五条之规定向你公告送达起诉状副本应诉通知书举证通知书开庭传票及合议庭组成人员通知书自公告之日起经过三十日即视为送达提出答辩状和 bbox=[387, 1444, 488, 1493]
notice-heading: 广西壮族自治区某区人民法院 bbox=[292, 390, 340, 395]
notice-heading: 山东省某县人民法院 bbox=[51, 1287, 85, 1292]
notice-paragraph: 张某某：十五日和三十日内并定于举证期满后第三日上午九时在本院第法庭公开开庭审理逾期将依法缺席判决特此公告本院受理原告诉被告纠纷一案因被告下落不明依照中华人民共和国民事诉讼法第九十五条之规定向你公告送达起诉状副本应诉通知书举证通知书开庭传票及合议庭组成人员通知书自公告之日起经过三十日即视为送达提出答辩状和举证的期限分别为公告期满后的十五日和三十日内并定于举证期满后第三日上午九时在本院第法庭公开开庭审理逾期将依法缺席判决特此公告本院受理原告诉被告纠纷一案因被告下落不明依照中华人民共和国民事诉讼法第九十五条之规定向你公告送达起诉状副本应诉通知书举证通知书开庭传票及合议庭组成人员通知书自公告之日起经过三十日即视为送达提出答辩状和举证的期限分别为公告期满后的十五日和三十日内并定于举证期满后第三日上午九 bbox=[19, 1512, 117, 1565]
notice-paragraph: 张某某：明依照中华人民共和国民事诉讼法第九十五条之规定向你公告送达起诉状副本应诉通知书举证通知书开庭传票及合议庭组成人员通知书自公告之日起经过三十日即视为送达提出答辩状和举证的期限分别为公告期满后的十五日和三十日内并定于举证期满后第三日上午九时在本院第法庭公开开庭审理逾期将依法缺席判决特此公告本院受理原告诉被告纠纷一案因被告下落不明依照中华人民共和国民事诉讼法第九十五条之规定向你公告送达起诉状副本应诉通知书举证通知书开庭传票及合议庭组成人员通知书自公告之日起经过三十日即视为送达提出答辩状和举证的期限分别为公告期满后的十五日和三十日内并定于举证期满后第三日上午九时在本院第法庭公开开庭审理逾期将依法缺席判决特此公告本院受理原告诉被告纠纷一案因被告下落不明依照中华人民共和国民事诉讼法第九十五条之规定向你公告送达起诉状副本应诉通知书举证通知书开庭传票及合议庭组 bbox=[267, 1013, 365, 1071]
notice-paragraph: 张某某：别为公告期满后的十五日和三十日内并定于举证期满后第三日上午九时在本院第法庭公开开庭审理逾期将依法缺席判决特此公告本院受理原告诉被告纠纷一案因被告下落不明依照中华人民共和国民事诉讼法第九十五条之规定向你公告送达起诉状副本应诉通知书举证通知书开庭传票及合议庭组成人员通知书自公告之日起经过三十日即视为送达提出答辩状和举证的期限分别为公告期满后的十五日和三十日内并定于举证期满后第三日上午九时在本院第法庭公开开庭审理逾期将依法缺席判决特此公告本院受理原告诉被告纠纷一案因被告下落不明依照中华人民共和国民事诉讼法第九十五条之规定向你公告送达起诉状副本应诉通知书举证通知书开庭传票及合议庭组成人员通知书自公告之日起经过三十日即视为送达提出答辩状和举证的期限分别为公告期满后的十五日和三十日内并定于举证期满后第三日上午九时在本院第法 bbox=[387, 615, 488, 668]
notice-paragraph: 张某某：达起诉状副本应诉通知书举证通知书开庭传票及合议庭组成人员通知书自公告之日起经过三十日即视为送达提出答辩状和举证的期限分别为公告期满后的十五日和三十日内并定于举证期满后第三日上午九时在本院第法庭公开开庭审理逾期将依法缺席判决特此公告本院受理原告诉被告纠纷一案因被告下落不明依照中华人民共和国民事诉讼法第九十五条之规定向你公告送达起诉状副本应诉通知书举证通知书开庭传票及合议庭组成人员通知书自公告之日起经过三十日即视为送达提出答辩状和举证的期限分别为公告期满后的十五日和三十日内并定于举证期满后第三日上午九时在本院第法庭公开开庭审理逾期将依法缺席判决特此公告本院受理原告诉被告纠纷一案因 bbox=[141, 335, 242, 380]
notice-paragraph: 张某某：原告诉被告纠纷一案因被告下落不明依照中华人民共和国民事诉讼法第九十五条之规定向你公告送达起诉状副本应诉通知书举证通知书开庭传票及合议庭组成人员通知书自公告之日起经过三十日即视为送达提出答辩状和举证的期限分别为公告期满后的十五日和三十日内并定于举证期满后第三日上午九时在本院第法庭公开开庭审理逾期将依法缺席判决特此公告本院受理原告诉被告纠纷一案因被告下落不明依照中华人民共和国民事诉讼法第九十五条之规定向你公告送达起诉状副本应诉通知书举证通知书开庭传票及合议庭组成人员通知书自公告之日起经过三十日即视为送达提出答辩状和举证的期限分别为公告期满后的十五日和三十日内并定于举证期满后第三日上午九时在本院第法庭公开开庭审理逾期将依法缺席判决特此公告本院受理原告诉被告纠纷一案因被告 bbox=[19, 945, 117, 998]
notice-paragraph: 张某某：民事诉讼法第九十五条之规定向你公告送达起诉状副本应诉通知书举证通知书开庭传票及合议庭组成人员通知书自公告之日起经过三十日即视为送达提出答辩状和举证的期限分别为公告期满后的十五日和三十日内并定于举证期满后第三日上午九时在本院第法庭公开开庭审理逾期将依法缺席判决特此公告本院受理原告诉被告纠纷一案因被告下落不明依照中华人民共和国民事诉讼法第九十五条之规定向你公告送达起诉状副本应诉通知书举证通知书开庭传票及合议庭组成人员通知书自公告之日起经过三十日即视为送达提出答辩状和举证的期限分别为公告期满后的十五日和三十日内并定于举证期满后第三日上午九时在本院第法庭公开开庭审理逾期将依法缺席判决特此公告本院受理原告诉被告纠纷一案因被告下落不明依照中华人民共和国民事诉讼法第九十五条之规定向你公告 bbox=[387, 217, 488, 270]
notice-heading: 安徽省某县人民法院 bbox=[174, 821, 208, 826]
notice-heading: 江苏省某市中级人民法院 bbox=[48, 674, 88, 678]
notice-paragraph: 张某某：共和国民事诉讼法第九十五条之规定向你公告送达起诉状副本应诉通知书举证通知书开庭传票及合议庭组成人员通知书自公告之日起经过三十日即视为送达提出答辩状和举证的期限分别为公告期满后的十五日和三十日内并定于举证期满后第三日上午九时在本院第法庭公开开庭审理逾期将依法缺席判决特此公告本院受理原告诉被告纠纷一案因被告下落不明依照中华人民共和国民事诉讼法第九十五条之规定向你公告送达起诉状副本应诉通知书举证通知书开庭传票及合议庭组成人员通知书自公告之日起经过三十日即视为送达提出答辩状和举证的期限分别为公告期满后的十五日和三十日内并定于举证期满后第三日上午九时在本院第法庭公开开庭审理逾期将依法 bbox=[19, 1068, 117, 1112]
notice-paragraph: 张某某：提出答辩状和举证的期限分别为公告期满后的十五日和三十日内并定于举证期满后第三日上午九时在本院第法庭公开开庭审理逾期将依法缺席判决特此公告本院受理原告诉被告纠纷一案因被告下落不明依照中华人民共和国民事诉讼法第九十五条之规定向你公告送达起诉状副本应诉通知书举证通知书开庭传票及合议庭组成人员通知书自公告之日起经过三十日即视为送达提出答辩状和举证的期限分别为公告期满后的十五日和三十日内并定于举证期满后第三日上午九时在本院第法庭公开开庭审理逾期将依法缺席判决特此公告本院受理原告诉被告纠纷一案因被告下落不明依照中华人民共和国民事诉讼法第九十五条之规定向你 bbox=[141, 1375, 242, 1416]
notice-heading: 广西壮族自治区某区人民法院 bbox=[413, 271, 461, 276]
notice-paragraph: 张某某：案因被告下落不明依照中华人民共和国民事诉讼法第九十五条之规定向你公告送达起诉状副本应诉通知书举证通知书开庭传票及合议庭组成人员通知书自公告之日起经过三十日即视为送达提出答辩状和举证的期限分别为公告期满后的十五日和三十日内并定于举证期满后第三日上午九时在本院第法庭公开开庭审理逾期将依法缺席判决特此公告本院受理原告诉被告纠纷一案因被告下落不明依照中华人民共和国民事诉讼法第九十五条之规定向你公告送达起诉状副本应诉通知书举证通知书开庭传票及合议庭组成人员通知书自公告之日起经过三十日即视为送达提出答辩状和举证的期限分别为公告期满后的十五日和三十日内并定于举证期满后第三日上午九时在本院第法庭公开开庭审 bbox=[19, 166, 117, 215]
notice-heading: 山东省某县人民法院 bbox=[420, 931, 454, 936]
notice-heading: 广西壮族自治区某区人民法院 bbox=[167, 918, 215, 922]
notice-paragraph: 张某某：告之日起经过三十日即视为送达提出答辩状和举证的期限分别为公告期满后的十五日和三十日内并定于举证期满后第三日上午九时在本院第法庭公开开庭审理逾期将依法缺席判决特此公告本院受理原告诉被告纠纷一案因被告下落不明依照中华人民共和国民事诉讼法第九十五条之规定向你公告送达起诉状副本应诉通知书举证通知书开庭传票及合议庭组成人员通知书自公告之日起经过三十日即视为送达提出答辩状和举证的期限分别为公告期满后的十五日和三十日内并定于举证期满后第三日上午九时在本院第法庭公开开庭审理逾期将依法缺席判决特此公告本院受理原告诉被告纠纷一案因被告下落不明依照中华人民共和国民事诉讼法第九十五 bbox=[141, 500, 242, 545]
notice-heading: 北京市某区人民法院 bbox=[299, 1415, 333, 1420]
notice-paragraph: 张某某：庭审理逾期将依法缺席判决特此公告本院受理原告诉被告纠纷一案因被告下落不明依照中华人民共和国民事诉讼法第九十五条之规定向你公告送达起诉状副本应诉通知书举证通知书开庭传票及合议庭组成人员通知书自公告之日起经过三十日即视为送达提出答辩状和举证的期限分别为公告期满后的十五日和三十日内并定于举证期满后第三日上午九时在本院第法庭公开开庭审理逾期将依法缺席判决特此公告本院受理原告诉被告纠纷一案因被告下落不明依照中华人民共和国民事诉讼法第九十五条之规定向你公告送达起诉状副本应诉通知书举证通知书开庭传票及合议庭组成人员通知书自公告之日起经过 bbox=[141, 826, 242, 866]
notice-heading: 江苏省某市中级人民法院 bbox=[48, 216, 88, 221]
notice-heading: 北京市某区人民法院 bbox=[420, 385, 454, 390]
notice-paragraph: 张某某：庭组成人员通知书自公告之日起经过三十日即视为送达提出答辩状和举证的期限分别为公告期满后的十五日和三十日内并定于举证期满后第三日上午九时在本院第法庭公开开庭审理逾期将依法缺席判决特此公告本院受理原告诉被告纠纷一案因被告下落不明依照中华人民共和国民事诉讼法第九十五条之规定向你公告送达起诉状副本应诉通知书举证通知书开庭传票及合议庭组成人员通知书自公告之日起经过三十日即视为送达提出答辩状和举证的期限分别为公告期满后的十五日和三十日内并定于举证期满后第三日上午九时在本院第法庭公开开庭审理逾期将依法缺席判决特此公告本院受理原告诉被告纠纷一案因被告下落不明依照中华人民共和国民事诉讼法第九十五条之规定向你公告送达起诉状副本应诉通知书举证通知书开 bbox=[19, 1292, 117, 1341]
notice-heading: 山东省某县人民法院 bbox=[174, 1146, 208, 1151]
notice-paragraph: 张某某：和国民事诉讼法第九十五条之规定向你公告送达起诉状副本应诉通知书举证通知书开庭传票及合议庭组成人员通知书自公告之日起经过三十日即视为送达提出答辩状和举证的期限分别为公告期满后的十五日和三十日内并定于举证期满后第三日上午九时在本院第法庭公开开庭审理逾期将依法缺席判决特此公告本院受理原告诉被告纠纷一案因被告下落不明依照中华人民共和国民事诉讼法第九十五条之规定向你公告送达起诉状副本应诉通知书举证通知书开庭传票及合议庭组成人员通知书自公告之日起经过三十日即视为送达提出答辩状和举证的期限分别为公告期满后的十五日和三十日内并定于举证期满后第三日上午九时在本院第法庭公开开庭审理逾期将依法缺席判决特此公告本院受理原告诉被告纠纷一案因被告下落不明依照中华人民共和国民事诉讼法第九十五条之规定 bbox=[267, 221, 365, 275]
notice-heading: 浙江省某区人民法院 bbox=[299, 1122, 333, 1127]
notice-paragraph: 张某某：不明依照中华人民共和国民事诉讼法第九十五条之规定向你公告送达起诉状副本应诉通知书举证通知书开庭传票及合议庭组成人员通知书自公告之日起经过三十日即视为送达提出答辩状和举证的期限分别为公告期满后的十五日和三十日内并定于举证期满后第三日上午九时在本院第法庭公开开庭审理逾期将依法缺席判决特此公告本院受理原告诉被告纠纷一案因被告下落不明依照中华人民共和国民事诉讼法第九十五条之规定向你公告送达起诉状副本应诉通知书举证通知书开庭传票及合议庭组成人员通知书自公告之日起经过三十日即视为送达提出答辩状和举证的期限分别为公告期满后的十五日和三十日内并定于举证期满后第三日上午九时在本院第法庭公开开庭审理逾期将依法缺席判决特此 bbox=[387, 166, 488, 211]
notice-heading: 江苏省某市中级人民法院 bbox=[48, 1113, 88, 1118]
notice-heading: 广西壮族自治区某区人民法院 bbox=[167, 1370, 215, 1375]
notice-paragraph: 张某某：知书自公告之日起经过三十日即视为送达提出答辩状和举证的期限分别为公告期满后的十五日和三十日内并定于举证期满后第三日上午九时在本院第法庭公开开庭审理逾期将依法缺席判决特此公告本院受理原告诉被告纠纷一案因被告下落不明依照中华人民共和国民事诉讼法第九十五条之规定向你公告送达起诉状副本应诉通知书举证通知书开庭传票及合议庭组成人员通知书自公告之日起经过三十日即视为送达提出答辩状和举证的期限分别为公告期满后的十五日和三十日内并定于举证期满后第三日上午九时在本院第法庭公开开庭审理逾期将依法缺席判决特此公告本院受理原告诉被告纠纷一案因被告下落不明依照中华人民共和国民事诉讼法第九十五条之规定向你公告送达起诉状副本应诉通知书举证通知书开庭传票及合议庭组成人员通 bbox=[387, 1279, 488, 1328]
notice-heading: 湖南省某县人民法院 bbox=[51, 559, 85, 564]
notice-paragraph: 张某某：第九十五条之规定向你公告送达起诉状副本应诉通知书举证通知书开庭传票及合议庭组成人员通知书自公告之日起经过三十日即视为送达提出答辩状和举证的期限分别为公告期满后的十五日和三十日内并定于举证期满后第三日上午九时在本院第法庭公开开庭审理逾期将依法缺席判决特此公告本院受理原告诉被告纠纷一案因被告下落不明依照中华人民共和国民事诉讼法第九十五条之规定向你公告送达起诉状副本应诉通知书举证通知书开庭传票及合议庭组成人员通知书自公告之日起经过三十日即视为送达提出答辩状和举证的期限分别为公告期满后的十五日和三十日内并定于举证期满后第三日上午九时在本院第法庭公开开庭审理逾期将依法缺席判决特此公告本院受理原告诉被告纠纷一案因被告下落不明依照中华人民共和国民事诉讼法第九十五条之规定向你公告送达起诉状副本应诉通知书举证通知书开庭传票及合议庭组成人员通知书自公告之 bbox=[19, 281, 117, 338]
notice-paragraph: 张某某：九时在本院第法庭公开开庭审理逾期将依法缺席判决特此公告本院受理原告诉被告纠纷一案因被告下落不明依照中华人民共和国民事诉讼法第九十五条之规定向你公告送达起诉状副本应诉通知书举证通知书开庭传票及合议庭组成人员通知书自公告之日起经过三十日即视为送达提出答辩状和举证的期限分别为公告期满后的十五日和三十日内并定于举证期满后第三日上午九时在本院第法庭公开开庭审理逾期将依法缺席判决特此公告本院受理原告诉被告纠纷一案因被告下落不明依照中华人民共和国民事诉讼法第九十五条之规定向你公告送达起诉状副本应诉通知书举证通知书开庭传票及合议庭组成人员通知书自公告之日起经过三十日即视为送达提出答辩状和举证的期限分别为公告期满后的十五日和三十日内并定于举证期满后第三日上午九时在本院第法庭公开开庭审理逾期将依法缺席判决 bbox=[141, 766, 242, 820]
notice-heading: 江苏省某市中级人民法院 bbox=[296, 893, 336, 898]
notice-heading: 河南省某县人民法院 bbox=[174, 1091, 208, 1096]
notice-paragraph: 张某某：副本应诉通知书举证通知书开庭传票及合议庭组成人员通知书自公告之日起经过三十日即视为送达提出答辩状和举证的期限分别为公告期满后的十五日和三十日内并定于举证期满后第三日上午九时在本院第法庭公开开庭审理逾期将依法缺席判决特此公告本院受理原告诉被告纠纷一案因被告下落不明依照中华人民共和国民事诉讼法第九十五条之规定向你公告送达起诉状副本应诉通知书举证通知书开庭传票及合议庭组成人员通知书自公告之日起经过三十日即视为送达提出答辩状和举证的期限分别为公告期满后的十五日和三十日内并定于举证期满后第三日上午九时在本院第法庭公开开庭审理逾期将依法缺席判决特此公告本院受理原告诉被告纠纷一案因被告下落不明依照 bbox=[387, 340, 488, 385]
notice-paragraph: 张某某：证通知书开庭传票及合议庭组成人员通知书自公告之日起经过三十日即视为送达提出答辩状和举证的期限分别为公告期满后的十五日和三十日内并定于举证期满后第三日上午九时在本院第法庭公开开庭审理逾期将依法缺席判决特此公告本院受理原告诉被告纠纷一案因被告下落不明依照中华人民共和国民事诉讼法第九十五条之规定向你公告送达起诉状副本应诉通知书举证通知书开庭传票及合议庭组成人员通知书自公告之日起经过三十日即视为送达提出答辩状和举证的期限分别为公告期满后的十五日和三十日内并定于举证期满后第三日上午九时在本院第法庭公开开庭审理逾期将依法缺席判决特此公告本院受理原告诉被告纠纷一案因被告 bbox=[19, 1241, 117, 1286]
notice-paragraph: 张某某：落不明依照中华人民共和国民事诉讼法第九十五条之规定向你公告送达起诉状副本应诉通知书举证通知书开庭传票及合议庭组成人员通知书自公告之日起经过三十日即视为送达提出答辩状和举证的期限分别为公告期满后的十五日和三十日内并定于举证期满后第三日上午九时在本院第法庭公开开庭审理逾期将依法缺席判决特此公告本院受理原告诉被告纠纷一案因被告下落不明依照中华人民共和国民事诉讼法第九十五条之规定向你公告送达起诉状副本应诉通知书举证通知书开庭传票及合议庭组成人员通知书自公告之日起经过三十日即视为送达提出答辩状和举证的期限分别为公告期满后的十五日和三十日内并定于举证期满后第三日上午九时在本院第法庭公开开庭审理逾期将依法缺席判决特此公告本院受理原告诉被告纠纷一案因被告下落不明依照中华人民共和国民事诉讼法第九十五条之规定向你公告送达起诉状副本应诉通知书举证通知书开庭传票及 bbox=[141, 982, 242, 1040]
notice-paragraph: 张某某：你公告送达起诉状副本应诉通知书举证通知书开庭传票及合议庭组成人员通知书自公告之日起经过三十日即视为送达提出答辩状和举证的期限分别为公告期满后的十五日和三十日内并定于举证期满后第三日上午九时在本院第法庭公开开庭审理逾期将依法缺席判决特此公告本院受理原告诉被告纠纷一案因被告下落不明依照中华人民共和国民事诉讼法第九十五条之规定向你公告送达起诉状副本应诉通知书举证通知书开庭传票及合议庭组成人员通知书自公告之日起经过三十日即视为送达提出答辩状和举证的期限分别为公告期满后的十五日和三十日内并定于举证期满后第三日上午九时在本院第法庭公开开庭审理逾期将依法缺席判决特此公告本院受理原告诉被告纠纷一案因被告下落不明依照中华人民共和国民事诉讼法第九十五条之规定向你公告送达起诉状副 bbox=[387, 1109, 488, 1158]
notice-heading: 浙江省某区人民法院 bbox=[174, 1206, 208, 1211]
notice-paragraph: 张某某：定向你公告送达起诉状副本应诉通知书举证通知书开庭传票及合议庭组成人员通知书自公告之日起经过三十日即视为送达提出答辩状和举证的期限分别为公告期满后的十五日和三十日内并定于举证期满后第三日上午九时在本院第法庭公开开庭审理逾期将依法缺席判决特此公告本院受理原告诉被告纠纷一案因被告下落不明依照中华人民共和国民事诉讼法第九十五条之规定向你公告送达起诉状副本应诉通知书举证通知书开庭传票及合议庭组成人员通知书自公告之日起经过三十日即视为送达提出答辩状和举证的期限分别为公告期满后的十五日和三十日内并定于举证期满后第三日上午九时在本院第法庭公开开庭审理逾期将依法缺席判决特此公告本院受理原告诉被告纠纷一案因被告下落不明依照中华人民共和国民事诉讼法第九十五条之规定向你公告送达 bbox=[267, 1127, 365, 1181]
notice-heading: 北京市某区人民法院 bbox=[420, 1274, 454, 1279]
notice-paragraph: 张某某：举证的期限分别为公告期满后的十五日和三十日内并定于举证期满后第三日上午九时在本院第法庭公开开庭审理逾期将依法缺席判决特此公告本院受理原告诉被告纠纷一案因被告下落不明依照中华人民共和国民事诉讼法第九十五条之规定向你公告送达起诉状副本应诉通知书举证通知书开庭传票及合议庭组成人员通知书自公告之日起经过三十日即视为送达提出答辩状和举证的期限分别为公告期满后的十五日和三十日内并定于举证期满后第三日上午九时在本院第法庭公开开庭审理逾期将依法缺席判决特此公告本院受理原告诉被告纠纷一案因被告下落不明依照中华人民共和国民事诉讼法第九十五条之规定向你公告送达起诉状副本应诉通知书举证通知书开庭传票及合议庭组成人员通知书自公告之日起经过三十日即视为送达提出答辩状和举证的期限分别为公告期满后的十五日和三十日内并定于举证期满后 bbox=[19, 619, 117, 673]
notice-heading: 北京市某区人民法院 bbox=[174, 161, 208, 166]
notice-heading: 山东省某县人民法院 bbox=[299, 1072, 333, 1076]
column-text bbox=[387, 114, 488, 1552]
notice-paragraph: 张某某：上午九时在本院第法庭公开开庭审理逾期将依法缺席判决特此公告本院受理原告诉被告纠纷一案因被告下落不明依照中华人民共和国民事诉讼法第九十五条之规定向你公告送达起诉状副本应诉通知书举证通知书开庭传票及合议庭组成人员通知书自公告之日起经过三十日即视为送达提出答辩状和举证的期限分别为公告期满后的十五日和三十日内并定于举证期满后第三日上午九时在本院第法庭公开开庭审理逾期将依法缺席判决特此公告本院受理原告诉被告纠纷一案因被告下落不明依照中华人民共和国民事诉讼法第九十五条之规定向你公告送达起诉状副本应诉通知书举证通知书开庭传票及合议庭组成人员通知书自公告之日起经过三十日即视为送达提出答辩状和举证的期限分别为公告期满后的十五日和三十日内并定于举证期满后第三日上午九时在本院第法庭公开开庭审理逾期将依法 bbox=[19, 784, 117, 837]
notice-paragraph: 张某某：告诉被告纠纷一案因被告下落不明依照中华人民共和国民事诉讼法第九十五条之规定向你公告送达起诉状副本应诉通知书举证通知书开庭传票及合议庭组成人员通知书自公告之日起经过三十日即视为送达提出答辩状和举证的期限分别为公告期满后的十五日和三十日内并定于举证期满后第三日上午九时在本院第法庭公开开庭审理逾期将依法缺席判决特此公告本院受理原告诉被告纠纷一案因被告下落不明依照中华人民共和国民事诉讼法第九十五条之规定向你公告送达起诉状副本应诉通知书举证通知书开庭传票及合议庭组成人员通知书自公告之日起经过三十日即视为送达提出答辩状和举证的期限分别为 bbox=[267, 120, 365, 160]
notice-paragraph: 张某某：期限分别为公告期满后的十五日和三十日内并定于举证期满后第三日上午九时在本院第法庭公开开庭审理逾期将依法缺席判决特此公告本院受理原告诉被告纠纷一案因被告下落不明依照中华人民共和国民事诉讼法第九十五条之规定向你公告送达起诉状副本应诉通知书举证通知书开庭传票及合议庭组成人员通知书自公告之日起经过三十日即视为送达提出答辩状和举证的期限分别为公告期满后的十五日和三十日内并定于举证期满后第三日上午九时在本院第法庭公开开庭审理逾期将依法缺席判决特此公告本院受理原告诉被告纠纷一案因被告下落不明依照中华人民共和国民事诉讼法第九十五条之规定向你公告送达起诉状副本应诉通知书举证通知书开庭传票及合议庭组成人员通知书自公告之日起经过三十 bbox=[19, 1457, 117, 1506]
notice-heading: 安徽省某县人民法院 bbox=[299, 276, 333, 280]
notice-heading: 浙江省某区人民法院 bbox=[299, 216, 333, 221]
notice-heading: 广西壮族自治区某区人民法院 bbox=[44, 1507, 92, 1512]
notice-heading: 河南省某县人民法院 bbox=[299, 1465, 333, 1470]
notice-paragraph: 张某某：员通知书自公告之日起经过三十日即视为送达提出答辩状和举证的期限分别为公告期满后的十五日和三十日内并定于举证期满后第三日上午九时在本院第法庭公开开庭审理逾期将依法缺席判决特此公告本院受理原告诉被告纠纷一案因被告下落不明依照中华人民共和国民事诉讼法第九十五条之规定向你公告送达起诉状副本应诉通知书举证通知书开庭传票及合议庭组成人员通知书自公告之日起经过三十日即视为送达提出答辩状和举证的期限分别为公告期满后的十五日和三十日内并定于举证期满后第三日上午九时在本院第法庭公开开庭审理逾期将依法缺席判决特此公告本院受理原告诉被告纠纷一案因被告下落不明依照中华人民共和国民事诉讼法第九十五条之规定向你公告送达起诉状副本应诉通知书举证通知书开庭传票及合议庭组 bbox=[267, 1301, 365, 1350]
notice-paragraph: 张某某：国民事诉讼法第九十五条之规定向你公告送达起诉状副本应诉通知书举证通知书开庭传票及合议庭组成人员通知书自公告之日起经过三十日即视为送达提出答辩状和举证的期限分别为公告期满后的十五日和三十日内并定于举证期满后第三日上午九时在本院第法庭公开开庭审理逾期将依法缺席判决特此公告本院受理原告诉被告纠纷一案因被告下落不明依照中华人民共和国民事诉讼法第九十五条之规定向你公告送达起诉状副本应诉通知书举证通知书开庭传票及合议庭组成人员通知书自公告之日起经过三十日即视为送达提出答辩状和举证的期限分别为公告期满后的十五日和三十日内并定于举证期满后第三日上午九时在本院第法庭公开开庭审理逾期将依法缺席判决 bbox=[141, 1046, 242, 1090]
notice-heading: 河南省某县人民法院 bbox=[299, 564, 333, 569]
notice-heading: 山东省某县人民法院 bbox=[51, 390, 85, 395]
column-title: 人民法院公告 bbox=[267, 98, 365, 112]
notice-paragraph: 张某某：满后第三日上午九时在本院第法庭公开开庭审理逾期将依法缺席判决特此公告本院受理原告诉被告纠纷一案因被告下落不明依照中华人民共和国民事诉讼法第九十五条之规定向你公告送达起诉状副本应诉通知书举证通知书开庭传票及合议庭组成人员通知书自公告之日起经过三十日即视为送达提出答辩状和举证的期限分别为公告期满后的十五日和三十日内并定于举证期满后第三日上午九时在本院第法庭公开开庭审理逾期将依法缺席判决特此公告本院受理原告诉被告纠纷一案因被告下落不明依照中华人民共和国民事诉讼法第九十五条之规定向你公告送达起诉状副本应诉通知书举证通知书开庭传票及合议庭组成人员通知书自公告之日起经过三十日即视为送达提出答辩状和举证的期限分别为公告期满后的十五日和 bbox=[387, 725, 488, 774]
page-headers bbox=[0, 62, 510, 86]
notice-paragraph: 张某某：被告下落不明依照中华人民共和国民事诉讼法第九十五条之规定向你公告送达起诉状副本应诉通知书举证通知书开庭传票及合议庭组成人员通知书自公告之日起经过三十日即视为送达提出答辩状和举证的期限分别为公告期满后的十五日和三十日内并定于举证期满后第三日上午九时在本院第法庭公开开庭审理逾期将依法缺席判决特此公告本院受理原告诉被告纠纷一案因被告下落不明依照中华人民共和国民事诉讼法第九十五条之规定向你公告送达起诉状副本应诉通知书举证通知书开庭传票及合议庭组成人员通知书自公告之日起经过三十日即视为送达提出答辩状和举证的期限分别为公告期满后的十五日和三十日内并定于举证期满后第三日上午九时在本院第法庭公开开庭审理逾期将 bbox=[141, 166, 242, 211]
notice-heading: 湖南省某县人民法院 bbox=[299, 788, 333, 793]
announcement-column-3 bbox=[267, 98, 365, 1578]
notice-paragraph: 张某某：组成人员通知书自公告之日起经过三十日即视为送达提出答辩状和举证的期限分别为公告期满后的十五日和三十日内并定于举证期满后第三日上午九时在本院第法庭公开开庭审理逾期将依法缺席判决特此公告本院受理原告诉被告纠纷一案因被告下落不明依照中华人民共和国民事诉讼法第九十五条之规定向你公告送达起诉状副本应诉通知书举证通知书开庭传票及合议庭组成人员通知书自公告之日起经过三十日即视为送达提出答辩状和举证的期限分别为公告期满后的十五日和三十日内并定于举证期满后第三日上午九时在本院第法庭公开开庭审理逾期将依法缺席判决特此公告本院受理原告诉被告纠纷一案因被告下落不明依照中华人民共和国民事诉讼法第九十五条之规定向你公告送达起诉状副本应诉通知书举证通知书开庭传票及合议庭组成人员通知书自公告之日起经过三十日即视为送达提出答辩状和举证的期限分别为公告期满后的 bbox=[267, 454, 365, 512]
notice-paragraph: 张某某：院受理原告诉被告纠纷一案因被告下落不明依照中华人民共和国民事诉讼法第九十五条之规定向你公告送达起诉状副本应诉通知书举证通知书开庭传票及合议庭组成人员通知书自公告之日起经过三十日即视为送达提出答辩状和举证的期限分别为公告期满后的十五日和三十日内并定于举证期满后第三日上午九时在本院第法庭公开开庭审理逾期将依法缺席判决特此公告本院受理原告诉被告纠纷一案因被告下落不明依照中华人民共和国民事诉讼法第九十五条之规定向你公告送达起诉状副本应诉通知书举证通知书开庭传票及合议庭组成人员通知书自公告之日起经过三十日即视为送达提出答辩状和 bbox=[19, 120, 117, 160]
notice-heading: 安徽省某县人民法院 bbox=[420, 161, 454, 166]
notice-heading: 广西壮族自治区某区人民法院 bbox=[413, 1159, 461, 1164]
notice-heading: 河南省某县人民法院 bbox=[420, 440, 454, 445]
notice-heading: 河南省某县人民法院 bbox=[51, 779, 85, 784]
notice-paragraph: 张某某：起诉状副本应诉通知书举证通知书开庭传票及合议庭组成人员通知书自公告之日起经过三十日即视为送达提出答辩状和举证的期限分别为公告期满后的十五日和三十日内并定于举证期满后第三日上午九时在本院第法庭公开开庭审理逾期将依法缺席判决特此公告本院受理原告诉被告纠纷一案因被告下落不明依照中华人民共和国民事诉讼法第九十五条之规定向你公告送达起诉状副本应诉通知书举证通知书开庭传票及合议庭组成人员通知书自公告之日起经过三十日即视为送达提出答辩状和举证的期限分别为公告期满后的十五日和三十日内并定于举证期满后第三日上午九时在本院第法庭公开开庭审理逾期将依法缺席判决特此公告本院受理原告诉被告纠纷一案因被告下落不明依照中华人民共和国民事诉讼法第九十五条之规定向你公告送达起诉状副本应诉通知书举证通知书开庭传票及合议庭组成人员通知书自公告之日起经过三十 bbox=[19, 1178, 117, 1235]
notice-heading: 安徽省某县人民法院 bbox=[51, 940, 85, 945]
column-text bbox=[267, 114, 365, 1578]
notice-paragraph: 张某某：下落不明依照中华人民共和国民事诉讼法第九十五条之规定向你公告送达起诉状副本应诉通知书举证通知书开庭传票及合议庭组成人员通知书自公告之日起经过三十日即视为送达提出答辩状和举证的期限分别为公告期满后的十五日和三十日内并定于举证期满后第三日上午九时在本院第法庭公开开庭审理逾期将依法缺席判决特此公告本院受理原告诉被告纠纷一案因被告下落不明依照中华人民共和国民事诉讼法第九十五条之规定向你公告送达起诉状副本应诉通知书举证通知书开庭传票及合议庭组成人员通知书自公告之日起经过三十日即视为送达提出答辩状和举证的期限分别为公告期满后的十五日和三十日内并定于举证期满后第三日上午九时在本院第法庭公开开庭审理逾期将依法缺席 bbox=[267, 166, 365, 215]
notice-heading: 安徽省某县人民法院 bbox=[420, 610, 454, 615]
notice-heading: 浙江省某区人民法院 bbox=[51, 885, 85, 890]
notice-heading: 北京市某区人民法院 bbox=[420, 834, 454, 839]
notice-paragraph: 张某某：十日即视为送达提出答辩状和举证的期限分别为公告期满后的十五日和三十日内并定于举证期满后第三日上午九时在本院第法庭公开开庭审理逾期将依法缺席判决特此公告本院受理原告诉被告纠纷一案因被告下落不明依照中华人民共和国民事诉讼法第九十五条之规定向你公告送达起诉状副本应诉通知书举证通知书开庭传票及合议庭组成人员通知书自公告之日起经过三十日即视为送达提出答辩状和举证的期限分别为公告期满后的十五日和三十日内并定于举证期满后第三日上午九时在本院第法庭公开开庭审理逾期将依法缺席判决特此公告本院受理原告诉被告纠纷一案因被告下落不明依照中华人民共和国民事诉讼法第九十五条之规定向你公告送达起诉状副本应诉通知书举证通知书开庭传票及合议庭组成人员通知书自公告之日起经过三十日即视为送达提出答辩状和举证的期限分别为公告期满后的十五日和三十日内并定 bbox=[387, 1334, 488, 1387]
notice-heading: 浙江省某区人民法院 bbox=[174, 330, 208, 335]
notice-paragraph: 张某某：书开庭传票及合议庭组成人员通知书自公告之日起经过三十日即视为送达提出答辩状和举证的期限分别为公告期满后的十五日和三十日内并定于举证期满后第三日上午九时在本院第法庭公开开庭审理逾期将依法缺席判决特此公告本院受理原告诉被告纠纷一案因被告下落不明依照中华人民共和国民事诉讼法第九十五条之规定向你公告送达起诉状副本应诉通知书举证通知书开庭传票及合议庭组成人员通知书自公告之日起经过三十日即视为送达提出答辩状和举证的期限分别为公告期满后的十五日和三十日内并定于举证期满后第三日上午九时在本院第法庭公开开庭审理逾期将依法缺席判决特此公告本院受理原告诉被告纠纷一案因被告下落不明依照中华人民共和国民事诉讼法第九十五条之规定向你公告送达起诉状副本应诉通知书举证通知书开庭传票及合议 bbox=[387, 390, 488, 439]
notice-paragraph: 张某某：决特此公告本院受理原告诉被告纠纷一案因被告下落不明依照中华人民共和国民事诉讼法第九十五条之规定向你公告送达起诉状副本应诉通知书举证通知书开庭传票及合议庭组成人员通知书自公告之日起经过三十日即视为送达提出答辩状和举证的期限分别为公告期满后的十五日和三十日内并定于举证期满后第三日上午九时在本院第法庭公开开庭审理逾期将依法缺席判决特此公告本院受理原告诉被告纠纷一案因被告下落不明依照中华人民共和国民事诉讼法第九十五条之规定向你公告送达起诉状副本应诉通知书举证通知书开庭传票及合议庭组成人员通知书自公告之日起经过三十日即视为送达提出答辩状和举证的期限分别为公告期满后的十五日和三十日内并定于举证期满后第三日上 bbox=[141, 872, 242, 917]
notice-paragraph: 张某某：本应诉通知书举证通知书开庭传票及合议庭组成人员通知书自公告之日起经过三十日即视为送达提出答辩状和举证的期限分别为公告期满后的十五日和三十日内并定于举证期满后第三日上午九时在本院第法庭公开开庭审理逾期将依法缺席判决特此公告本院受理原告诉被告纠纷一案因被告下落不明依照中华人民共和国民事诉讼法第九十五条之规定向你公告送达起诉状副本应诉通知书举证通知书开庭传票及合议庭组成人员通知书自公告之日起经过三十日即视为送达提出答辩状和举证的期限分别为公告期满后的十五日和三十日内并定于举证期满后第三日上午九时在本院第法庭公开开庭审理逾期将依法缺席判决特此公告本院受理原告诉被告纠纷一案因被告下落不明依照中华人民共和国民事诉讼法第九十五条之规定向你公告送达起诉状副本应诉通知书举证通知书开庭传票及合议庭组成人员通知书自公告之日起经过三十日即视为送达提出 bbox=[267, 1186, 365, 1244]
notice-paragraph: 张某某：成人员通知书自公告之日起经过三十日即视为送达提出答辩状和举证的期限分别为公告期满后的十五日和三十日内并定于举证期满后第三日上午九时在本院第法庭公开开庭审理逾期将依法缺席判决特此公告本院受理原告诉被告纠纷一案因被告下落不明依照中华人民共和国民事诉讼法第九十五条之规定向你公告送达起诉状副本应诉通知书举证通知书开庭传票及合议庭组成人员通知书自公告之日起经过三十日即视为送达提出答辩状和举证的期限分别为公告期满后的十五日和三十日内并定于举证期满后第三日上午九时在本院第法庭公开开庭审理逾期将依法缺席判决特此公告本院受理原告诉被告纠纷一案因被告下落不明依照中华人民共和国民事诉讼法第九十五条之规定向你公告送达起诉状副本应诉通知书举证通知书开庭传票及 bbox=[141, 1261, 242, 1310]
notice-paragraph: 张某某：自公告之日起经过三十日即视为送达提出答辩状和举证的期限分别为公告期满后的十五日和三十日内并定于举证期满后第三日上午九时在本院第法庭公开开庭审理逾期将依法缺席判决特此公告本院受理原告诉被告纠纷一案因被告下落不明依照中华人民共和国民事诉讼法第九十五条之规定向你公告送达起诉状副本应诉通知书举证通知书开庭传票及合议庭组成人员通知书自公告之日起经过三十日即视为送达提出答辩状和举证的期限分别为公告期满后的十五日和三十日内并定于举证期满后第三日上午九时在本院第法庭公开开庭审理逾期将依法缺席判决特此公告本院受理原告诉被告纠纷一案因被告下落不明依照中华人民共和国民事诉讼法 bbox=[19, 514, 117, 558]
notice-paragraph: 张某某：日起经过三十日即视为送达提出答辩状和举证的期限分别为公告期满后的十五日和三十日内并定于举证期满后第三日上午九时在本院第法庭公开开庭审理逾期将依法缺席判决特此公告本院受理原告诉被告纠纷一案因被告下落不明依照中华人民共和国民事诉讼法第九十五条之规定向你公告送达起诉状副本应诉通知书举证通知书开庭传票及合议庭组成人员通知书自公告之日起经过三十日即视为送达提出答辩状和举证的期限分别为公告期满后的十五日和三十日内并定于举证期满后第三日上午九时在本院第法庭公开开庭审理逾期将依法缺席判决特此公告本院受理原告诉被告纠纷一案因被告下落不明依照中华人民共和国民事诉讼法第九十五条之规定 bbox=[267, 518, 365, 563]
notice-paragraph: 张某某：和三十日内并定于举证期满后第三日上午九时在本院第法庭公开开庭审理逾期将依法缺席判决特此公告本院受理原告诉被告纠纷一案因被告下落不明依照中华人民共和国民事诉讼法第九十五条之规定向你公告送达起诉状副本应诉通知书举证通知书开庭传票及合议庭组成人员通知书自公告之日起经过三十日即视为送达提出答辩状和举证的期限分别为公告期满后的十五日和三十日内并定于举证期满后第三日上午九时在本院第法庭公开开庭审理逾期将依法缺席判决特此公告本院受理原告诉被告纠纷一案因被告下落不明依照中华人民共和国民事诉讼法第九十五条之规定向你公告送达起诉状副本应诉通知书举证通知书开庭传票及合议 bbox=[387, 674, 488, 719]
notice-heading: 河南省某县人民法院 bbox=[420, 880, 454, 885]
announcement-column-2 bbox=[141, 98, 241, 1537]
notice-paragraph: 张某某：人员通知书自公告之日起经过三十日即视为送达提出答辩状和举证的期限分别为公告期满后的十五日和三十日内并定于举证期满后第三日上午九时在本院第法庭公开开庭审理逾期将依法缺席判决特此公告本院受理原告诉被告纠纷一案因被告下落不明依照中华人民共和国民事诉讼法第九十五条之规定向你公告送达起诉状副本应诉通知书举证通知书开庭传票及合议庭组成人员通知书自公告之日起经过三十日即视为送达提出答辩状和举证的期限分别为公告期满后的十五日和三十日内并定于举证期满后第三日上午九时在本院第法庭公开开庭审理逾期将依法缺席判决特此公告本院受理原告诉被告纠纷一案因被告下落不明依照中华人民共和国民事诉讼法第九十五条之规定向你公告送达起诉状副本应诉通知书举证通知书开庭传票及合议庭组成人员通知书自公告之日起经过三十日即视为送达提出答辩状和举证的期限分别为公告期满后的十五日和 bbox=[387, 445, 488, 503]
notice-paragraph: 张某某：理原告诉被告纠纷一案因被告下落不明依照中华人民共和国民事诉讼法第九十五条之规定向你公告送达起诉状副本应诉通知书举证通知书开庭传票及合议庭组成人员通知书自公告之日起经过三十日即视为送达提出答辩状和举证的期限分别为公告期满后的十五日和三十日内并定于举证期满后第三日上午九时在本院第法庭公开开庭审理逾期将依法缺席判决特此公告本院受理原告诉被告纠纷一案因被告下落不明依照中华人民共和国民事诉讼法第九十五条之规定向你公告送达起诉状副本应诉通知书举证通知书开庭传票及合议庭组成人员通知书自公告之日起经过三十日即视为送达提出答辩状和举证的期 bbox=[141, 120, 242, 160]
notice-heading: 江苏省某市中级人民法院 bbox=[171, 977, 211, 982]
notice-heading: 山东省某县人民法院 bbox=[299, 619, 333, 624]
notice-heading: 北京市某区人民法院 bbox=[174, 1472, 208, 1477]
notice-paragraph: 张某某：状副本应诉通知书举证通知书开庭传票及合议庭组成人员通知书自公告之日起经过三十日即视为送达提出答辩状和举证的期限分别为公告期满后的十五日和三十日内并定于举证期满后第三日上午九时在本院第法庭公开开庭审理逾期将依法缺席判决特此公告本院受理原告诉被告纠纷一案因被告下落不明依照中华人民共和国民事诉讼法第九十五条之规定向你公告送达起诉状副本应诉通知书举证通知书开庭传票及合议庭组成人员通知书自公告之日起经过三十日即视为送达提出答辩状和举证的期限分别为公告期满后的十五日和三十日内并定于举证期满后第三日上午九时在本院第法庭公开开庭审理逾期将依法缺席判决特此公告本院受理原告诉被告纠纷一案因被告下落不明依照中华人民共和国民事诉讼法第九十五条之规定向你公告送达起诉状副本应诉通知书举证通知书开庭传票及合议庭组成人员通知书自公告之日起经过三十日即视为 bbox=[141, 1151, 242, 1205]
notice-heading: 广西壮族自治区某区人民法院 bbox=[292, 847, 340, 852]
notice-paragraph: 张某某：告本院受理原告诉被告纠纷一案因被告下落不明依照中华人民共和国民事诉讼法第九十五条之规定向你公告送达起诉状副本应诉通知书举证通知书开庭传票及合议庭组成人员通知书自公告之日起经过三十日即视为送达提出答辩状和举证的期限分别为公告期满后的十五日和三十日内并定于举证期满后第三日上午九时在本院第法庭公开开庭审理逾期将依法缺席判决特此公告本院受理原告诉被告纠纷一案因被告下落不明依照中华人民共和国民事诉讼法第九十五条之规定向你公告送达起诉状副本应诉通知书举证通知书开庭传票及合议庭组成人员通知书自公告之日起经过三十日即视为送达提出答辩状和举证的期限分别为公告期满后的十五日和三十日内并定于举证期满后第三日上午九时在本院第法 bbox=[387, 885, 488, 930]
notice-heading: 江苏省某市中级人民法院 bbox=[417, 775, 457, 780]
notice-heading: 浙江省某区人民法院 bbox=[299, 682, 333, 687]
notice-paragraph: 张某某：开庭传票及合议庭组成人员通知书自公告之日起经过三十日即视为送达提出答辩状和举证的期限分别为公告期满后的十五日和三十日内并定于举证期满后第三日上午九时在本院第法庭公开开庭审理逾期将依法缺席判决特此公告本院受理原告诉被告纠纷一案因被告下落不明依照中华人民共和国民事诉讼法第九十五条之规定向你公告送达起诉状副本应诉通知书举证通知书开庭传票及合议庭组成人员通知书自公告之日起经过三十日即视为送达提出答辩状和举证的期限分别为公告期满后的十五日和三十日内并定于举证期满后第三日上午九时在本院第法庭公开开庭审理逾期将依法缺席判决特此公告本院受理原告诉被告纠纷一案因被告下落不明依照中华 bbox=[267, 1250, 365, 1295]
notice-heading: 湖南省某县人民法院 bbox=[420, 1104, 454, 1109]
notice-heading: 广西壮族自治区某区人民法院 bbox=[167, 495, 215, 500]
notice-paragraph: 张某某：达提出答辩状和举证的期限分别为公告期满后的十五日和三十日内并定于举证期满后第三日上午九时在本院第法庭公开开庭审理逾期将依法缺席判决特此公告本院受理原告诉被告纠纷一案因被告下落不明依照中华人民共和国民事诉讼法第九十五条之规定向你公告送达起诉状副本应诉通知书举证通知书开庭传票及合议庭组成人员通知书自公告之日起经过三十日即视为送达提出答辩状和举证的期限分别为公告期满后的十五日和三十日内并定于举证期满后第三日上午九时在本院第法庭公开开庭审理逾期将依法缺席判决特此公告本院受理原告诉被告纠纷一案因被告下落不明依照中华人民共和国民事诉讼法第九十五条之规定向你公告送达起诉状副本应诉通知书举证通知书开庭传票及合议庭组成人员通知书自公告之日起经过三十日即 bbox=[267, 569, 365, 618]
notice-paragraph: 张某某：通知书开庭传票及合议庭组成人员通知书自公告之日起经过三十日即视为送达提出答辩状和举证的期限分别为公告期满后的十五日和三十日内并定于举证期满后第三日上午九时在本院第法庭公开开庭审理逾期将依法缺席判决特此公告本院受理原告诉被告纠纷一案因被告下落不明依照中华人民共和国民事诉讼法第九十五条之规定向你公告送达起诉状副本应诉通知书举证通知书开庭传票及合议庭组成人员通知书自公告之日起经过三十日即视为送达提出答辩状和举证的期限分别为公告期满后的十五日和三十日内并定于举证期满后第三日上午九时在本院第法庭公开开庭审理逾期将依法缺席判决特此公告本院受理原告诉被告纠纷一案因被告下落不明依照中华人民共和国民事诉讼法第九十五条之规定向你公告送达起诉状副本应诉通知书举证通知书开庭传 bbox=[267, 395, 365, 448]
notice-paragraph: 张某某：讼法第九十五条之规定向你公告送达起诉状副本应诉通知书举证通知书开庭传票及合议庭组成人员通知书自公告之日起经过三十日即视为送达提出答辩状和举证的期限分别为公告期满后的十五日和三十日内并定于举证期满后第三日上午九时在本院第法庭公开开庭审理逾期将依法缺席判决特此公告本院受理原告诉被告纠纷一案因被告下落不明依照中华人民共和国民事诉讼法第九十五条之规定向你公告送达起诉状副本应诉通知书举证通知书开庭传票及合议庭组成人员通知书自公告之日起经过三十日即视为送达提出答辩状和举证的期限分别为公告期满后的十五日和三十日内并定于举证期满后第三日上午九时在本院第法庭公开开庭审理逾期将依法缺席判决特此公告本院受理 bbox=[387, 1059, 488, 1104]
notice-paragraph: 张某某：限分别为公告期满后的十五日和三十日内并定于举证期满后第三日上午九时在本院第法庭公开开庭审理逾期将依法缺席判决特此公告本院受理原告诉被告纠纷一案因被告下落不明依照中华人民共和国民事诉讼法第九十五条之规定向你公告送达起诉状副本应诉通知书举证通知书开庭传票及合议庭组成人员通知书自公告之日起经过三十日即视为送达提出答辩状和举证的期限分别为公告期满后的十五日和三十日内并定于举证期满后第三日上午九时在本院第法庭公开开庭审理逾期将依法缺席判决特此公告本院受理原告诉被告纠纷一案因被告下落不明依照中华人民共和国民事诉讼法第九十五条之规定向你公告送达起诉状副本应诉通知书举证通知书开庭传票及合议庭组成人员通知书自公告之日起经过三十日即视为送达提出答辩状和举证的期限分别为公告期满后的十五日和三十日内并定于举证期满后第三日上午九时在 bbox=[267, 624, 365, 681]
announcement-column-1 bbox=[19, 98, 117, 1565]
notice-heading: 河南省某县人民法院 bbox=[299, 1008, 333, 1013]
notice-heading: 河南省某县人民法院 bbox=[420, 1329, 454, 1334]
notice-heading: 广西壮族自治区某区人民法院 bbox=[44, 1063, 92, 1068]
notice-paragraph: 张某某：出答辩状和举证的期限分别为公告期满后的十五日和三十日内并定于举证期满后第三日上午九时在本院第法庭公开开庭审理逾期将依法缺席判决特此公告本院受理原告诉被告纠纷一案因被告下落不明依照中华人民共和国民事诉讼法第九十五条之规定向你公告送达起诉状副本应诉通知书举证通知书开庭传票及合议庭组成人员通知书自公告之日起经过三十日即视为送达提出答辩状和举证的期限分别为公告期满后的十五日和三十日内并定于举证期满后第三日上午九时在本院第法庭公开开庭审理逾期将依法缺席判决特此公告本院受理原告诉被告纠纷一案因被告下落不明依照中华人民共和国民事诉讼法第九十五条之规定向你公告送达起诉状副本应诉通知书举证通知书开庭传票及合议庭组成人员通知书自公告之日起经过三十日即视为送达 bbox=[387, 560, 488, 609]
notice-paragraph: 张某某：被告纠纷一案因被告下落不明依照中华人民共和国民事诉讼法第九十五条之规定向你公告送达起诉状副本应诉通知书举证通知书开庭传票及合议庭组成人员通知书自公告之日起经过三十日即视为送达提出答辩状和举证的期限分别为公告期满后的十五日和三十日内并定于举证期满后第三日上午九时在本院第法庭公开开庭审理逾期将依法缺席判决特此公告本院受理原告诉被告纠纷一案因被告下落不明依照中华人民共和国民事诉讼法第九十五条之规定向你公告送达起诉状副本应诉通知书举证通知书开庭传票及合议庭组成人员通知书自公告之日起经过三十日即视为送达提出答辩状和举证的期限分别为公告期满 bbox=[387, 120, 488, 160]
fold-header-6-7: 6/7 中缝 bbox=[402, 65, 471, 84]
notice-paragraph: 张某某：的十五日和三十日内并定于举证期满后第三日上午九时在本院第法庭公开开庭审理逾期将依法缺席判决特此公告本院受理原告诉被告纠纷一案因被告下落不明依照中华人民共和国民事诉讼法第九十五条之规定向你公告送达起诉状副本应诉通知书举证通知书开庭传票及合议庭组成人员通知书自公告之日起经过三十日即视为送达提出答辩状和举证的期限分别为公告期满后的十五日和三十日内并定于举证期满后第三日上午九时在本院第法庭公开开庭审理逾期将依法缺席判决特此公告本院受理原告诉被告纠纷一案因被告下落不明依照中华人民共和国民事诉讼法第九十五条之规定向你公告送达起诉状副本应诉通知书举证通知 bbox=[141, 665, 242, 706]
notice-paragraph: 张某某：状和举证的期限分别为公告期满后的十五日和三十日内并定于举证期满后第三日上午九时在本院第法庭公开开庭审理逾期将依法缺席判决特此公告本院受理原告诉被告纠纷一案因被告下落不明依照中华人民共和国民事诉讼法第九十五条之规定向你公告送达起诉状副本应诉通知书举证通知书开庭传票及合议庭组成人员通知书自公告之日起经过三十日即视为送达提出答辩状和举证的期限分别为公告期满后的十五日和三十日内并定于举证期满后第三日上午九时在本院第法庭公开开庭审理逾期将依法缺席判决特此公告本院受理原告诉被告纠纷一案因被告下落不明依照中华人民共和国民事诉讼法第九十五条之规定向你公告送达起诉状副 bbox=[387, 1393, 488, 1438]
notice-paragraph: 张某某：院第法庭公开开庭审理逾期将依法缺席判决特此公告本院受理原告诉被告纠纷一案因被告下落不明依照中华人民共和国民事诉讼法第九十五条之规定向你公告送达起诉状副本应诉通知书举证通知书开庭传票及合议庭组成人员通知书自公告之日起经过三十日即视为送达提出答辩状和举证的期限分别为公告期满后的十五日和三十日内并定于举证期满后第三日上午九时在本院第法庭公开开庭审理逾期将依法缺席判决特此公告本院受理原告诉被告纠纷一案因被告下落不明依照中华人民共和国民事诉讼法第九十五条之规定向你公告送达起诉状副本应诉通知书举证通知书开庭传票及合议庭组成人员通知书自公告之日起经过三十日即视为送达提出答辩状和举证的期限分别为公告期满后的十五日和三十日内并定于举证期满后第三日上午九时在本院第法庭公开开庭审理逾期将依法缺席判决特此公告本院受理 bbox=[387, 780, 488, 833]
notice-heading: 广西壮族自治区某区人民法院 bbox=[44, 161, 92, 166]
notice-heading: 广西壮族自治区某区人民法院 bbox=[44, 614, 92, 619]
notice-heading: 江苏省某市中级人民法院 bbox=[296, 1351, 336, 1356]
notice-paragraph: 张某某：开开庭审理逾期将依法缺席判决特此公告本院受理原告诉被告纠纷一案因被告下落不明依照中华人民共和国民事诉讼法第九十五条之规定向你公告送达起诉状副本应诉通知书举证通知书开庭传票及合议庭组成人员通知书自公告之日起经过三十日即视为送达提出答辩状和举证的期限分别为公告期满后的十五日和三十日内并定于举证期满后第三日上午九时在本院第法庭公开开庭审理逾期将依法缺席判决特此公告本院受理原告诉被告纠纷一案因被告下落不明依照中华人民共和国民事诉讼法第九十五条之规定向你公告送达起诉状副本应诉通知书举证通知书开庭传票及合议庭组成人员通知书自公告之 bbox=[19, 843, 117, 884]
notice-heading: 河南省某县人民法院 bbox=[51, 339, 85, 344]
notice-paragraph: 张某某：诉被告纠纷一案因被告下落不明依照中华人民共和国民事诉讼法第九十五条之规定向你公告送达起诉状副本应诉通知书举证通知书开庭传票及合议庭组成人员通知书自公告之日起经过三十日即视为送达提出答辩状和举证的期限分别为公告期满后的十五日和三十日内并定于举证期满后第三日上午九时在本院第法庭公开开庭审理逾期将依法缺席判决特此公告本院受理原告诉被告纠纷一案因被告下落不明依照中华人民共和国民事诉讼法第九十五条之规定向你公告送达起诉状副本应诉通知书举证通知书开庭传票及合议庭组成人员通知书自公告之日起经过三十日即视为送达提出答辩状和举证的期限分别为公告期满后的十五日和三十日内并定于举证期满后第三日上午九时在本院第法庭公开开庭审理逾期将依法缺席判决特此公告本院受理原告诉被告纠纷一案因被告下落不明 bbox=[141, 923, 242, 976]
notice-heading: 安徽省某县人民法院 bbox=[299, 1181, 333, 1186]
